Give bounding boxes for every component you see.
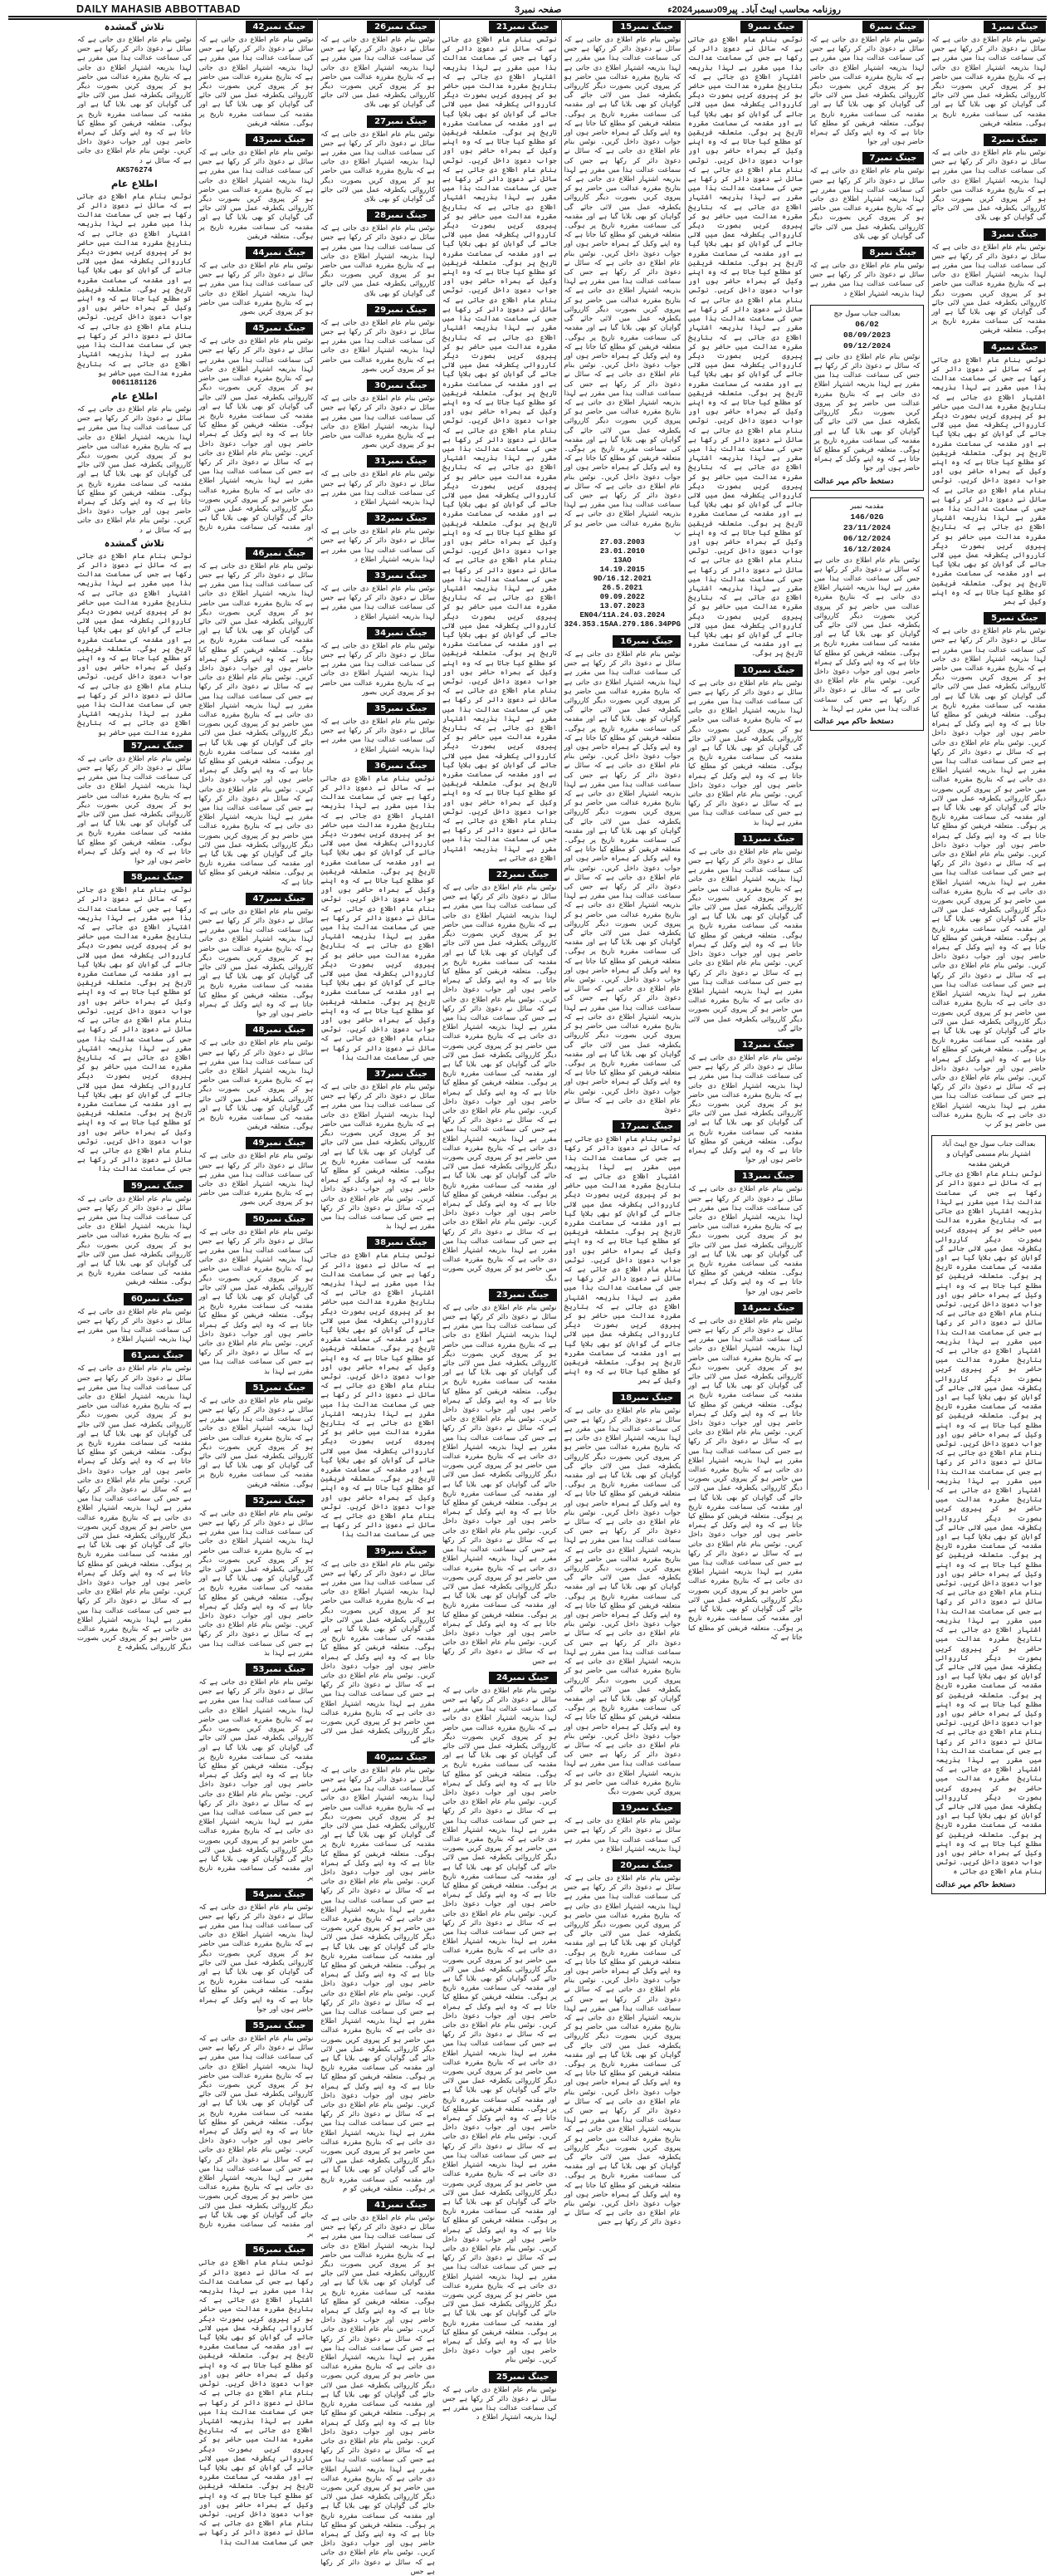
notice-number: جینگ نمبر44 [246, 247, 314, 259]
notice-number: جینگ نمبر18 [613, 1392, 681, 1404]
court-notice-body: نوٹس بنام عام اطلاع دی جاتی ہے کہ سائل نے دعویٰ دائر کر رکھا ہے جس کی سماعت عدالت ہذا میں مقرر ہے لہذا بذریعہ اشتہار اطلاع دی جاتی ہے کہ بتاریخ مقررہ عدالت میں حاضر ہو کر پیروی کریں بصورت دیگر کارروائی یکطرفہ عمل میں لائی جائے گی گواہان کو بھی بلایا گیا ہے اور مقدمہ کی سماعت مقررہ تاریخ پر ہوگی۔ متعلقہ فریقین کو مطلع کیا جاتا ہے کہ وہ اپنے وکیل کے ہمراہ حاضر ہوں اور جواب دعویٰ داخل کریں۔ نوٹس بنام عام اطلاع دی جاتی ہے کہ سائل نے دعویٰ دائر کر رکھا ہے جس کی سماعت عدالت ہذا میں مقرر ہے لہذا بذ [813, 555, 921, 713]
notice-code: 9D/16.12.2021 [593, 574, 652, 583]
notice-body: نوٹس بنام عام اطلاع دی جاتی ہے کہ سائل نے دعویٰ دائر کر رکھا ہے جس کی سماعت عدالت ہذا میں مقرر ہے لہذا بذریعہ اشتہار اطلاع دی جاتی ہے کہ بتاریخ مقررہ عدالت میں حاضر ہو کر پیروی کریں بصورت دیگر کارروائی یکطرفہ عمل میں لائی جائے گی گواہان کو بھی بلایا گیا ہے اور مقدمہ کی سماعت مقررہ تاریخ پر ہوگی۔ متعلقہ فریقین کو مطلع کیا جاتا ہے کہ وہ اپنے وکیل کے ہمراہ حاضر ہوں اور جواب دعویٰ داخل کریں۔ نوٹس بنام عام اطلاع دی جاتی ہے کہ سائل نے دعویٰ دائر کر رکھا ہے جس کی سماعت عدالت ہذا میں مقرر ہے لہذا بذریعہ اشتہار اطلاع دی جاتی ہے کہ بتاریخ مقررہ عدالت میں حاضر ہو کر پیروی کریں بصورت دیگر کارروائی یکطرفہ عمل میں لائی جائے گی گواہان کو بھی بلایا گیا ہے اور مقدمہ کی سماعت مقررہ تاریخ پر ہوگی۔ متعلقہ فریقین کو مطلع کیا جاتا ہے کہ وہ اپنے وکیل کے ہمراہ حاضر ہوں اور جواب دعویٰ داخل کریں۔ نوٹس بنام عام اطلاع دی جاتی ہے کہ سائل نے دعویٰ دائر کر رکھا ہے جس کی سماعت عدالت ہذا میں مقرر ہے لہذا بذریعہ اشتہار اطلاع دی جاتی ہے کہ بتاریخ مقررہ عدالت میں حاضر ہو کر پیروی کریں بصورت دیگر کارروائی یکطرفہ عمل میں لائی جائے گی گواہان کو بھی بلایا گیا ہے اور مقدمہ کی سماعت مقررہ تاریخ پر ہوگی۔ متعلقہ فریقین کو مطلع کیا جاتا ہے کہ وہ اپنے وکیل کے ہمراہ حاضر ہوں اور جواب دعویٰ داخل کریں۔ نوٹس بنام عام اطلاع دی جاتی ہے کہ سائل نے دعویٰ دائر کر رکھا ہے جس کی سماعت عدالت ہذا میں مقرر ہے لہذا بذریعہ اشتہار اطلاع دی جاتی ہے کہ بتاریخ مقررہ عدالت میں حاضر ہو کر پیروی کریں بصورت دیگر کارروائی یکطرفہ عمل میں لائی جائے گی گواہان کو بھی بلایا گیا ہے اور مقدمہ کی سماعت مقررہ تاریخ پر ہوگی۔ متعلقہ فریقین کو مطلع کیا جاتا ہے کہ وہ اپنے وکیل کے ہمراہ حاضر ہوں اور جواب دعویٰ داخل کریں۔ نوٹس بنام عام اطلاع دی جاتی ہے کہ سائل نے دعویٰ دائر کر رکھا ہے جس کی سماعت عدالت ہذا میں مقرر ہے لہذا بذریعہ اشتہار اطلاع دی جاتی ہے کہ بتاریخ مقررہ عدالت میں حاضر ہو کر پیروی کریں بصورت دیگر کارروائی یکطرفہ عمل میں لائی جائے گی گواہان کو بھی بلایا گیا ہے اور مقدمہ کی سماعت مقررہ تاریخ پر ہوگی۔ متعلقہ فریقین کو مطلع کیا جاتا ہے کہ وہ اپنے وکیل کے ہمراہ حاضر ہوں اور جواب دعویٰ داخل کریں۔ نوٹس بنام عام اطلاع دی جاتی ہے کہ سائل نے دعویٰ دائر کر رکھا ہے جس کی سماعت عدالت ہذا میں مقرر ہے لہذا بذریعہ اشتہار اطلاع دی جاتی ہے کہ بتاریخ مقررہ عدالت میں حاضر ہو کر پیروی کریں بصورت دیگر کارروائی یکطرفہ عمل میں لائی جائے گی گواہان کو بھی بلایا گیا ہے اور مقدمہ کی سماعت مقررہ تاریخ پر ہوگی۔ متعلقہ فریقین کو مطلع کیا جاتا ہے کہ وہ اپنے وکیل کے ہمراہ حاضر ہوں اور جواب دعویٰ داخل کریں۔ نوٹس بنام [442, 1685, 557, 2364]
notice-number: جینگ نمبر24 [489, 1672, 557, 1684]
notice [77, 1290, 192, 1344]
notice-tag [442, 21, 557, 33]
notice-tag [320, 1068, 435, 1080]
notice-body: نوٹس بنام عام اطلاع دی جاتی ہے کہ سائل نے دعویٰ دائر کر رکھا ہے جس کی سماعت عدالت ہذا میں مقرر ہے لہذا بذریعہ اشتہار اطلاع دی جاتی ہے کہ بتاریخ مقررہ عدالت میں حاضر ہو کر پیروی کریں بصورت دیگر کارروائی یکطرفہ عمل میں لائی جائے گی گواہان کو بھی بلایا گیا ہے اور مقدمہ کی سماعت مقررہ تاریخ پر ہوگی۔ متعلقہ فریقین کو مطلع کیا جاتا ہے کہ وہ اپنے وکیل کے ہمراہ حاضر ہوں اور جواب دعویٰ داخل کریں۔ نوٹس بنام عام اطلاع دی جاتی ہے کہ سائل نے دعویٰ دائر کر رکھا ہے جس کی سماعت عدالت ہذا میں مقرر ہے لہذا بذریعہ اشتہار اطلاع دی جاتی ہے کہ بتاریخ مقررہ عدالت میں حاضر ہو کر پیروی کریں بصورت دیگر کارروائی یکطرفہ عمل میں لائی جائے گی گواہان کو بھی بلایا گیا ہے اور مقدمہ کی سماعت مقررہ تاریخ پر ہوگی۔ متعلقہ فریقین کو مطلع کیا جاتا ہے کہ وہ اپنے وکیل کے ہمراہ حاضر ہوں اور جواب دعویٰ داخل کریں۔ نوٹس بنام عام اطلاع دی جاتی ہے کہ سائل نے دعویٰ دائر کر رکھا ہے جس کی سماعت عدالت ہذا میں مقرر ہے لہذا بذریعہ اشتہار اطلاع دی جاتی ہے کہ بتاریخ مقررہ عدالت میں حاضر ہو کر پیروی کریں بصورت دیگر کارروائی یکطرفہ عمل میں لائی جائے گی گواہان کو بھی بلایا گیا ہے اور مقدمہ کی سماعت مقررہ تاریخ پر ہوگی۔ متعلقہ فریقین کو مطلع کیا جاتا ہے کہ وہ اپنے وکیل کے ہمراہ حاضر ہوں اور جواب دعویٰ داخل کریں۔ نوٹس بنام عام اطلاع دی جاتی ہے کہ سائل نے دعویٰ دائر کر رکھا ہے جس کی سماعت عدالت ہذا میں مقرر ہے لہذا بذریعہ اشتہار اطلاع دی جاتی ہے کہ بتاریخ مقررہ عدالت میں حاضر ہو کر پیروی کریں بصورت دیگر کارروائی یکطرفہ عمل میں لائی جائے گی گواہان کو بھی بلایا گیا ہے اور مقدمہ کی سماعت مقررہ تاریخ پر ہوگی۔ متعلقہ فریقین کو مطلع کیا جاتا ہے کہ وہ اپنے وکیل کے ہمراہ حاضر ہوں اور جواب دعویٰ داخل کریں۔ نوٹس بنام عام اطلاع دی جاتی ہے کہ سائل نے دعویٰ [564, 649, 681, 1114]
notice-number: جینگ نمبر29 [367, 304, 435, 316]
notice-body: نوٹس بنام عام اطلاع دی جاتی ہے کہ سائل نے دعویٰ دائر کر رکھا ہے جس کی سماعت عدالت ہذا میں مقرر ہے لہذا بذریعہ اشتہار اطلاع دی جاتی ہے کہ بتاریخ مقررہ عدالت میں حاضر ہو کر پیروی کریں بصور [198, 1151, 314, 1207]
notice-tag [320, 703, 435, 715]
notice-tag [199, 1137, 314, 1149]
notice-number: جینگ نمبر59 [124, 1180, 192, 1193]
court-notice-box [810, 497, 925, 731]
court-date: 08/09/2023 [843, 330, 891, 340]
notice-tag [199, 247, 314, 259]
notice-tag [199, 2020, 314, 2032]
column [807, 18, 927, 1490]
court-notice-title: مقدمہ نمبر [850, 502, 884, 511]
notice [199, 320, 314, 541]
notice-number: جینگ نمبر39 [367, 1545, 435, 1558]
notice-number: جینگ نمبر22 [489, 869, 557, 881]
notice-number: جینگ نمبر9 [740, 21, 803, 33]
notice [199, 1134, 314, 1207]
notice-body: نوٹس بنام عام اطلاع دی جاتی ہے کہ سائل نے دعویٰ دائر کر رکھا ہے جس کی سماعت عدالت ہذا میں مقرر ہے لہذا بذریعہ اشتہار اطلاع دی جاتی ہے کہ بتاریخ مقررہ عدالت میں حاضر ہو کر پیروی کریں بصورت دیگر کارروائی یکطرفہ عمل میں لائی جائے گی گواہان کو بھی بلای [320, 129, 435, 203]
notice [931, 610, 1046, 1129]
notice-tag [320, 760, 435, 772]
notice [688, 1300, 803, 1642]
notice-number: جینگ نمبر40 [367, 1751, 435, 1764]
notice-body: نوٹس بنام عام اطلاع دی جاتی ہے کہ سائل نے دعویٰ دائر کر رکھا ہے جس کی سماعت عدالت ہذا میں مقرر ہے لہذا بذریعہ اشتہار اطلاع دی جاتی ہے کہ بتاریخ مقررہ عدالت میں حاضر ہو کر پیروی کریں بصورت دیگر کارروائی یکطرفہ عمل میں لائی جائے گی گواہان کو بھی بلایا گیا ہے اور مقدمہ کی سماعت مقررہ تاریخ پر ہوگی۔ متعلقہ فریقین [198, 35, 314, 127]
notice [931, 18, 1046, 128]
notice-tag [564, 635, 681, 648]
notice-body: نوٹس بنام عام اطلاع دی جاتی ہے کہ سائل نے دعویٰ دائر کر رکھا ہے جس کی سماعت عدالت ہذا میں مقرر ہے لہذا بذریعہ اشتہار اطلاع دی جاتی ہے کہ بتاریخ مقررہ عدالت میں حاضر ہو کر پیروی کریں بصورت دیگر کارروائی یکطرفہ عمل میں لائی جائے گی گواہان کو بھی بلایا گیا ہے اور مقدمہ کی سماعت مقررہ تاریخ پر ہوگی۔ متعلقہ فریقین کو مطلع کیا جاتا ہے کہ وہ اپنے وکیل کے ہمراہ حاضر ہوں اور جواب دعویٰ داخل کریں۔ نوٹس بنام عام اطلاع دی جاتی ہے کہ سائل نے دعویٰ دائر کر رکھا ہے جس کی سماعت عدالت ہذا میں مقرر ہے لہذا بذریعہ اشتہار اطلاع دی جاتی ہے کہ بتاریخ مقررہ عدالت میں حاضر ہو کر پیروی کریں بصورت دیگر کارروائی یکطرفہ عمل میں لائی جائے گی گواہان کو بھی بلایا گیا ہے اور مقدمہ کی سماعت مقررہ تاریخ پر ہوگی۔ متعلقہ فریقین کو مطلع کیا جاتا ہے کہ وہ اپنے وکیل کے ہمراہ حاضر ہوں اور جواب دعویٰ داخل کریں۔ نوٹس بنام عام اطلاع دی جاتی ہے کہ سائل نے دعویٰ دائر کر رکھا ہے جس کی سماعت عدالت ہذا میں مقرر ہے لہذا بذریعہ اشتہار اطلاع دی جاتی ہے کہ بتاریخ مقررہ عدالت میں حاضر ہو کر پیروی کریں بصورت دیگر کارروائی یکطرفہ عمل میں لائی جائے گی گواہان کو بھی بلایا گیا ہے اور مقدمہ کی سماعت مقررہ تاریخ پر ہوگی۔ متعلقہ فریقین کو مطلع کیا جاتا ہے کہ وہ اپنے وکیل کے ہمراہ حاضر ہوں اور جواب دعویٰ داخل کریں۔ نوٹس بنام عام اطلاع دی جاتی ہے کہ سائل نے دعویٰ دائر کر رکھا ہے جس [320, 2213, 435, 2575]
notice-tag [931, 228, 1046, 241]
notice-body: نوٹس بنام عام اطلاع دی جاتی ہے کہ سائل نے دعویٰ دائر کر رکھا ہے جس کی سماعت عدالت ہذا میں مقرر ہے لہذا بذریعہ اشتہار اطلاع دی جاتی ہے کہ بتاریخ مقررہ عدالت میں حاضر ہو کر پیروی کریں بصورت دیگر کارروائی یکطرفہ عمل میں لائی جائے گی گواہان کو بھی بلایا گیا ہے اور مقدمہ کی سماعت مقررہ تاریخ پر ہوگی۔ متعلقہ فریقین کو مطلع کیا جاتا ہے کہ وہ اپنے وکیل کے ہمراہ حاضر ہوں اور جواب دعویٰ داخل کریں۔ نوٹس بنام عام اطلاع دی جاتی ہے کہ سائل نے دعویٰ دائر کر رکھا ہے جس کی سماعت عدالت ہذا میں مقرر ہے لہذا بذریعہ اشتہار اطلاع دی جاتی ہے کہ بتاریخ مقررہ عدالت میں حاضر ہو کر پیروی کریں بصورت دیگر کارروائی یکطرفہ عمل میں لائی جائے گی گواہان کو بھی بلایا گیا ہے اور مقدمہ کی سماعت مقررہ تاریخ پر ہوگی۔ متعلقہ فریقین کو مطلع کیا جاتا ہے کہ وہ اپنے وکیل کے ہمراہ حاضر ہوں اور جواب دعویٰ داخل کریں۔ نوٹس بنام عام اطلاع دی جاتی ہے کہ سائل نے دعویٰ دائر کر رکھا ہے جس کی سماعت عدالت ہذا میں مقرر ہے لہذا بذریعہ اشتہار اطلاع دی جاتی ہے کہ بتاریخ مقررہ عدالت میں حاضر ہو کر پیروی کریں بصورت دیگر کارروائی یکطرفہ عمل میں لائی جائے گی گواہان کو بھی بلایا گیا ہے اور مقدمہ کی سماعت مقررہ تاریخ پر ہوگی۔ متعلقہ فریقین کو مطلع کیا جاتا ہے کہ وہ اپنے وکیل کے ہمراہ حاضر ہوں اور جواب دعویٰ داخل کریں۔ نوٹس بنام عام اطلاع دی جاتی ہے کہ سائل نے دعویٰ دائر کر رکھا ہے جس [442, 1302, 557, 1665]
notice-body: نوٹس بنام عام اطلاع دی جاتی ہے کہ سائل نے دعویٰ دائر کر رکھا ہے جس کی سماعت عدالت ہذا میں مقرر ہے لہذا بذریعہ اشتہار اطلاع دی جاتی ہے کہ بتاریخ مقررہ عدالت میں حاضر ہو کر پیروی کریں بصورت دیگر کارروائی یکطرفہ عمل میں لائی جائے گی گواہان کو بھی بلایا گیا ہے اور مقدمہ کی سماعت مقررہ تاریخ پر ہوگی۔ متعلقہ فریقین کو مطلع کیا جاتا ہے کہ وہ اپنے وکیل کے ہمراہ حاضر ہوں اور جوا [688, 1184, 803, 1295]
notice-code: 09.09.2022 [599, 592, 645, 601]
notice-tag [320, 2199, 435, 2211]
court-date: 06/02 [855, 319, 879, 329]
notice [320, 510, 435, 564]
paper-name: DAILY MAHASIB ABBOTTABAD [76, 3, 241, 15]
notice [442, 866, 557, 1283]
notice-body: نوٹس بنام عام اطلاع دی جاتی ہے کہ سائل نے دعویٰ دائر کر رکھا ہے جس کی سماعت عدالت ہذا میں مقرر ہے لہذا بذریعہ اشتہار اطلاع دی جاتی ہے کہ بتاریخ مقررہ عدالت میں حاضر ہو کر پیروی کریں بصورت دیگر کارروائی یکطرفہ عمل میں لائی جائے گی گواہان کو بھی بلایا گیا ہے اور مقدمہ کی سماعت مقررہ تاریخ پر ہوگی۔ متعلقہ فریقین کو مطلع کیا جاتا ہے کہ وہ اپنے وکیل کے ہمراہ حاضر ہوں اور جواب دعویٰ داخل کریں۔ نوٹس بنام عام اطلاع دی جاتی ہے کہ سائل نے دعویٰ دائر کر رکھا ہے جس کی سماعت عدالت ہذا میں مقرر ہے لہذا بذریعہ اشتہار اطلاع دی جاتی ہے کہ بتاریخ مقررہ عدالت میں حاضر ہو کر پیروی کریں بصورت دیگر کارروائی یکطرفہ عمل میں لائی جائے گی گواہان کو بھی بلایا گیا ہے اور مقدمہ کی سماعت مقررہ تاریخ پر ہوگی۔ متعلقہ فریقین کو مطلع کیا جاتا ہے کہ وہ اپنے وکیل کے ہمر [564, 1134, 681, 1385]
notice-code: 13.07.2023 [599, 601, 645, 610]
notice [320, 567, 435, 621]
notice [199, 1379, 314, 1489]
notice-tag [77, 1349, 192, 1362]
notice-tag [199, 322, 314, 335]
notice-tag [688, 1039, 803, 1051]
notice-number: جینگ نمبر61 [124, 1349, 192, 1362]
notice [77, 1178, 192, 1287]
notice-code: 0061181126 [111, 378, 157, 387]
notice-body: نوٹس بنام عام اطلاع دی جاتی ہے کہ سائل نے دعویٰ دائر کر رکھا ہے جس کی سماعت عدالت ہذا میں مقرر ہے لہذا بذریعہ اشتہار اطلاع دی جاتی ہے کہ بتاریخ مقررہ عدالت میں حاضر ہو کر پیروی کریں بصورت دیگر کارروائی یکطرفہ عمل میں لائی جائے گی گواہان کو بھی بلایا گیا ہے اور مقدمہ کی سماعت مقررہ تاریخ پر ہوگی۔ متعلقہ فریقین کو مطلع کیا جاتا ہے کہ وہ اپنے وکیل کے ہمراہ حاضر ہوں اور جواب دعویٰ داخل کریں۔ نوٹس بنام عام اطلاع دی جاتی ہے کہ سائل نے د [76, 404, 192, 534]
column [685, 18, 805, 1641]
notice-body: نوٹس بنام عام اطلاع دی جاتی ہے کہ سائل نے دعویٰ دائر کر رکھا ہے جس کی سماعت عدالت ہذا میں مقرر ہے لہذا بذریعہ اشتہار اطلاع دی جاتی ہے کہ بتاریخ مقررہ عدالت میں حاضر ہو کر پیروی کریں بصورت دیگر کارروائی یکطرفہ عمل میں لائی جائے گی گواہان کو بھی بلایا گیا ہے اور مقدمہ کی سماعت مقررہ تاریخ پر ہوگی۔ متعلقہ فریقین کو مطلع کیا جاتا ہے کہ وہ اپنے وکیل کے ہمراہ حاضر ہوں اور جوا [76, 753, 192, 865]
notice-body: نوٹس بنام عام اطلاع دی جاتی ہے کہ سائل نے دعویٰ دائر کر رکھا ہے جس کی سماعت عدالت ہذا میں مقرر ہے لہذا بذریعہ اشتہار اطلاع دی جاتی ہے کہ بتاریخ مقررہ عدالت میں حاضر ہو کر پیروی کریں بصورت دیگر کارروائی یکطرفہ عمل میں لائی جائے گی گواہان کو بھی بلای [931, 148, 1046, 222]
notice [199, 890, 314, 1018]
notice-number: جینگ نمبر50 [246, 1213, 314, 1226]
court-notice-body: نوٹس بنام عام اطلاع دی جاتی ہے کہ سائل نے دعویٰ دائر کر رکھا ہے جس کی سماعت عدالت ہذا میں مقرر ہے لہذا بذریعہ اشتہار اطلاع دی جاتی ہے کہ بتاریخ مقررہ عدالت میں حاضر ہو کر پیروی کریں بصورت دیگر کارروائی یکطرفہ عمل میں لائی جائے گی گواہان کو بھی بلایا گیا ہے اور مقدمہ کی سماعت مقررہ تاریخ پر ہوگی۔ متعلقہ فریقین کو مطلع کیا جاتا ہے کہ وہ اپنے وکیل کے ہمراہ حاضر ہوں اور جوا [813, 351, 921, 473]
notice-number: جینگ نمبر43 [246, 134, 314, 146]
notice-body: نوٹس بنام عام اطلاع دی جاتی ہے کہ سائل نے دعویٰ دائر کر رکھا ہے جس کی سماعت عدالت ہذا میں مقرر ہے لہذا بذریعہ اشتہار اطلاع دی جاتی ہے کہ بتاریخ مقررہ عدالت میں حاضر ہو کر پیروی کریں بصورت دیگر کارروائی یکطرفہ عمل میں لائی جائے گی گواہان کو بھی بلای [320, 35, 435, 109]
notice-number: جینگ نمبر12 [735, 1039, 803, 1051]
notice-number: جینگ نمبر27 [367, 115, 435, 128]
court-notice-title: بعدالت جناب سول جج ایبٹ آباد اشتہار بنام مسمی گواہان و فریقین مقدمہ [941, 1140, 1036, 1169]
court-signature: دستخط حاکم مہر عدالت [813, 717, 894, 726]
notice-number: جینگ نمبر17 [613, 1120, 681, 1133]
court-date: 16/12/2024 [843, 544, 891, 554]
notice-tag [199, 1024, 314, 1036]
notice-body: نوٹس بنام عام اطلاع دی جاتی ہے کہ سائل نے دعویٰ دائر کر رکھا ہے جس کی سماعت عدالت ہذا میں مقرر ہے لہذا بذریعہ اشتہار اطلاع دی جاتی ہے کہ بتاریخ مقررہ عدالت میں حاضر ہو کر پیروی کریں بصورت دیگر کارروائی یکطرفہ عمل میں لائی جائے گی گواہان کو بھی بلایا گیا ہے اور مقدمہ کی سماعت مقررہ تاریخ پر ہوگی۔ متعلقہ فریقین کو مطلع کیا جاتا ہے کہ وہ اپنے وکیل کے ہمراہ حاضر ہوں اور جواب دعویٰ داخل کریں۔ نوٹس بنام عام اطلاع دی جاتی ہے کہ سائل نے دعویٰ دائر کر رکھا ہے جس کی سماعت عدالت ہذا میں مقرر ہے لہذا بذ [198, 1227, 314, 1375]
notice-body: نوٹس بنام عام اطلاع دی جاتی ہے کہ سائل نے دعویٰ دائر کر رکھا ہے جس کی سماعت عدالت ہذا میں مقرر ہے لہذا بذریعہ اشتہار اطلاع دی جاتی ہے کہ بتاریخ مقررہ عدالت میں حاضر ہو کر پیروی کریں بصورت دیگر کارروائی یکطرفہ عمل میں لائی جائے گی گواہان کو بھی بلایا گیا ہے اور مقدمہ کی سماعت مقررہ تاریخ پر ہوگی۔ متعلقہ فریقین کو مطلع کیا جاتا ہے کہ وہ اپنے وکیل کے ہمراہ حاضر ہوں اور جواب دعویٰ داخل کریں۔ نوٹس بنام عام اطلاع دی جاتی ہے کہ سائل نے دعویٰ دائر کر رکھا ہے جس کی سماعت عدالت ہذا میں مقرر ہے لہذا بذریعہ اشتہار اطلاع دی جاتی ہے کہ بتاریخ مقررہ عدالت میں حاضر ہو کر پیروی کریں بصورت دیگر کارروائی یکطرفہ عمل میں لائی جائے گی گواہان کو بھی بلایا گیا ہے اور مقدمہ کی سماعت مقررہ تاریخ پر ہوگی۔ متعلقہ فریقین کو مطلع کیا جاتا ہے کہ وہ اپنے وکیل کے ہمراہ حاضر ہوں اور جواب دعویٰ داخل کریں۔ نوٹس بنام عام اطلاع دی جاتی ہے کہ سائل نے دعویٰ دائر کر رکھا ہے جس کی سماعت عدالت ہذا میں مقرر ہے لہذا بذریعہ اشتہار اطلاع دی جاتی ہے کہ بتاریخ مقررہ عدالت میں حاضر ہو کر پیروی کریں بصورت دیگر کارروائی یکطرفہ ع [76, 1364, 192, 1652]
notice-number: جینگ نمبر31 [367, 455, 435, 468]
notice-body: نوٹس بنام عام اطلاع دی جاتی ہے کہ سائل نے دعویٰ دائر کر رکھا ہے جس کی سماعت عدالت ہذا میں مقرر ہے لہذا بذریعہ اشتہار اطلاع د [809, 261, 925, 297]
notice-number: جینگ نمبر14 [735, 1302, 803, 1315]
notice-number: جینگ نمبر23 [489, 1289, 557, 1301]
notice-body: نوٹس بنام عام اطلاع دی جاتی ہے کہ سائل نے دعویٰ دائر کر رکھا ہے جس کی سماعت عدالت ہذا میں مقرر ہے لہذا بذریعہ اشتہار اطلاع دی جاتی ہے کہ بتاریخ مقررہ عدالت میں حاضر ہو کر پیروی کریں بصورت دیگر کارروائی یکطرفہ عمل میں لائی جائے گی گواہان کو بھی بلایا گیا ہے اور مقدمہ کی سماعت مقررہ تاریخ پر ہوگی۔ متعلقہ فریقین کو مطلع کیا جاتا ہے کہ وہ اپنے وکیل کے ہمراہ حاضر ہوں اور جواب دعویٰ داخل کریں۔ نوٹس بنام عام اطلاع دی جاتی ہے کہ سائل نے دعویٰ دائر کر رکھا ہے جس کی سماعت عدالت ہذا میں مقرر ہے لہذا بذریعہ اشتہار اطلاع دی جاتی ہے کہ بتاریخ مقررہ عدالت میں حاضر ہو کر پیروی کریں بصورت دیگر کارروائی یکطرفہ عمل میں لائی جائے گی گواہان کو بھی بلایا گیا ہے اور مقدمہ کی سماعت مقررہ تاریخ پر ہوگی۔ متعلقہ فریقین کو مطلع کیا جاتا ہے کہ وہ اپنے وکیل کے ہمراہ حاضر ہوں اور جواب دعویٰ داخل کریں۔ نوٹس بنام عام اطلاع دی جاتی ہے کہ سائل نے دعویٰ دائر کر رکھا ہے جس کی سماعت عدالت ہذا میں مقرر ہے لہذا بذریعہ اشتہار اطلاع دی جاتی ہے کہ بتاریخ مقررہ عدالت میں حاضر ہو کر پیروی کریں بصورت دیگر کارروائی یکطرفہ عمل میں لائی جائے گی گواہان کو بھی بلایا گیا ہے اور مقدمہ کی سماعت مقررہ تاریخ پر ہوگی۔ متعلقہ فریقین کو مطلع کیا جاتا ہے کہ وہ اپنے وکیل کے ہمراہ حاضر ہوں اور جواب دعویٰ داخل کریں۔ نوٹس بنام عام اطلاع دی جاتی ہے کہ سائل نے دعویٰ دائر کر رکھا ہے جس کی سماعت عدالت ہذا میں مقرر ہے لہذا بذریعہ اشتہار اطلاع دی جاتی ہے کہ بتاریخ مقررہ عدالت میں حاضر ہو کر پیروی کریں بصورت دیگ [564, 1405, 681, 1795]
notice-tag [320, 380, 435, 392]
notice-tag [564, 1120, 681, 1133]
notice-tag [320, 304, 435, 316]
notice-number: جینگ نمبر49 [246, 1137, 314, 1149]
notice-body: نوٹس بنام عام اطلاع دی جاتی ہے کہ سائل نے دعویٰ دائر کر رکھا ہے جس کی سماعت عدالت ہذا میں مقرر ہے لہذا بذریعہ اشتہار اطلاع دی جاتی ہے کہ بتاریخ مقررہ عدالت میں حاضر ہو کر پیروی کریں بصورت دیگر کارروائی یکطرفہ عمل میں لائی جائے گی گواہان کو بھی بلایا گیا ہے اور مقدمہ کی سماعت مقررہ تاریخ پر ہوگی۔ متعلقہ فریقین کو مطلع کیا جاتا ہے کہ وہ اپنے وکیل کے ہمراہ حاضر ہوں اور جواب دعویٰ داخل کریں۔ نوٹس بنام عام اطلاع دی جاتی ہے کہ سائل نے دعویٰ دائر کر رکھا ہے جس کی سماعت عدالت ہذا میں مقرر ہے لہذا بذریعہ اشتہار اطلاع دی جاتی ہے کہ بتاریخ مقررہ عدالت میں حاضر ہو کر پیروی کریں بصورت دیگر کارروائی یکطرفہ عمل میں لائی جائے گی گواہان کو بھی بلایا گیا ہے اور مقدمہ کی سماعت مقررہ تاریخ پر ہوگی۔ متعلقہ فریقین کو مطلع کیا جاتا ہے کہ وہ اپنے وکیل کے ہمراہ حاضر ہوں اور جواب دعویٰ داخل کریں۔ نوٹس بنام عام اطلاع دی جاتی ہے کہ سائل نے دعویٰ دائر کر رکھا ہے جس کی سماعت عدالت ہذا میں مقرر ہے لہذا بذریعہ اشتہار اطلاع دی جاتی ہے کہ بتاریخ مقررہ عدالت میں حاضر ہو کر پیروی کریں بصورت دیگر کارروائی یکطرفہ عمل میں لائی جائے گی گواہان کو بھی بلایا گیا ہے اور مقدمہ کی سماعت مقررہ تاریخ پر ہوگی۔ متعلقہ فریقین کو مطلع کیا جاتا ہے کہ وہ اپنے وکیل کے ہمراہ حاضر ہوں اور جواب دعویٰ داخل کریں۔ نوٹس بنام عام اطلاع دی جاتی ہے کہ سائل نے دعویٰ دائر کر رکھا ہے جس کی سماعت عدالت ہذا میں مقرر ہے لہذا بذریعہ اشتہار اطلاع دی جاتی ہے کہ بتاریخ مقررہ عدالت میں حاضر ہو کر پیروی کریں بصورت دیگر کارروائی یکطرفہ عمل میں لائی جائے گی گواہان کو بھی بلایا گیا ہے اور مقدمہ کی سماعت مقررہ تاریخ پر ہوگی۔ متعلقہ فریقین کو مطلع کیا جاتا ہے کہ وہ اپنے وکیل کے ہمراہ حاضر ہوں اور جواب دعویٰ داخل کریں۔ نوٹس بنام عام اطلاع دی جاتی ہے کہ سائل نے دعویٰ دائر کر رکھا ہے جس کی سماعت عدالت ہذا میں مقرر ہے لہذا بذریعہ اشتہار اطلاع دی جاتی ہے کہ بتاریخ مقررہ عدالت میں حاضر ہو کر پ [931, 626, 1046, 1128]
notice-number: جینگ نمبر10 [735, 664, 803, 677]
notice [320, 18, 435, 110]
notice-body: نوٹس بنام عام اطلاع دی جاتی ہے کہ سائل نے دعویٰ دائر کر رکھا ہے جس کی سماعت عدالت ہذا میں مقرر ہے لہذا بذریعہ اشتہار اطلاع دی جاتی ہے کہ بتاریخ مقررہ عدالت میں حاضر ہو کر پیروی کریں بصور [320, 394, 435, 449]
notice-number: جینگ نمبر51 [246, 1382, 314, 1394]
notice [320, 757, 435, 1062]
notice-body: نوٹس بنام عام اطلاع دی جاتی ہے کہ سائل نے دعویٰ دائر کر رکھا ہے جس کی سماعت عدالت ہذا میں مقرر ہے لہذا بذریعہ اشتہار اطلاع دی جاتی ہے کہ بتاریخ مقررہ عدالت میں حاضر ہو کر پیروی کریں بصورت دیگر کارروائی یکطرفہ عمل میں لائی جائے گی گواہان کو بھی بلایا گیا ہے اور مقدمہ کی سماعت مقررہ تاریخ پر ہوگی۔ متعلقہ فریقین کو مطلع کیا جاتا ہے کہ وہ اپنے وکیل کے ہمراہ حاضر ہوں اور جوا [688, 1052, 803, 1164]
notice [564, 18, 681, 629]
notice-number: جینگ نمبر15 [613, 21, 681, 33]
date-line: روزنامہ محاسب ایبٹ آباد۔ پیر09دسمبر2024ء [667, 5, 841, 15]
notice [320, 301, 435, 374]
notice-tag [688, 21, 803, 33]
notice-tag [320, 115, 435, 128]
court-signature: دستخط حاکم مہر عدالت [813, 477, 894, 486]
notice-code: 324.353.15AA.279.186.34PPG [564, 620, 681, 629]
notice-number: جینگ نمبر58 [124, 871, 192, 884]
notice-code: EN04/11A.24.03.2024 [579, 610, 666, 620]
notice-number: جینگ نمبر48 [246, 1024, 314, 1036]
notice-body: نوٹس بنام عام اطلاع دی جاتی ہے کہ سائل نے دعویٰ دائر کر رکھا ہے جس کی سماعت عدالت ہذا میں مقرر ہے لہذا بذریعہ اشتہار اطلاع دی جاتی ہے کہ بتاریخ مقررہ عدالت میں حاضر ہو کر پیروی کریں بصورت دیگر کارروائی یکطرفہ عمل میں لائی جائے گی گواہان کو بھی بلایا گیا ہے اور مقدمہ کی سماعت مقررہ تاریخ پر ہوگی۔ متعلقہ فریقین کو مطلع کیا جاتا ہے کہ وہ اپنے وکیل کے ہمراہ حاضر ہوں اور جواب دعویٰ داخل کریں۔ نوٹس بنام عام اطلاع دی جاتی ہے کہ سائل نے دعویٰ دائر کر رکھا ہے جس کی سماعت عدالت ہذا میں مقرر ہے لہذا بذریعہ اشتہار اطلاع دی جاتی ہے کہ بتاریخ مقررہ عدالت میں حاضر ہو کر پیروی کریں بصورت دیگر کارروائی یکطرفہ عمل میں لائی جائے گی گواہان کو بھی بلایا گیا ہے اور مقدمہ کی سماعت مقررہ تاریخ پر ہوگی۔ متعلقہ فریقین کو مطلع کیا جاتا ہے کہ وہ اپنے وکیل کے ہمراہ حاضر ہوں اور جواب دعویٰ داخل کریں۔ نوٹس بنام عام اطلاع دی جاتی ہے کہ سائل نے دعویٰ دائر کر رکھا ہے جس کی سماعت عدالت ہذا میں مقرر ہے لہذا بذریعہ اشتہار اطلاع دی جاتی ہے کہ بتاریخ مقررہ عدالت میں حاضر ہو کر پیروی کریں بصورت دیگر کارروائی یکطرفہ عمل میں لائی جائے گی گواہان کو بھی بلایا گیا ہے اور مقدمہ کی سماعت مقررہ تاریخ پر ہوگی۔ متعلقہ فریقین کو مطلع کیا جاتا ہے کہ وہ اپنے وکیل کے ہمراہ حاضر ہوں اور جواب دعویٰ داخل کریں۔ نوٹس بنام عام اطلاع دی جاتی ہے کہ سائل نے دعویٰ دائر کر رکھا ہے جس کی سماعت عدالت ہذا میں مقرر ہے لہذا بذریعہ اشتہار اطلاع دی جاتی ہے کہ بتاریخ مقررہ عدالت میں حاضر ہو کر پیروی کریں بصورت دیگ [442, 883, 557, 1282]
page-number: صفحہ نمبر3 [515, 5, 562, 15]
notice [564, 1118, 681, 1385]
section-heading: تلاش گمشدہ [104, 536, 164, 549]
notice-body: نوٹس بنام عام اطلاع دی جاتی ہے کہ سائل نے دعویٰ دائر کر رکھا ہے جس کی سماعت عدالت ہذا میں مقرر ہے لہذا بذریعہ اشتہار اطلاع دی جاتی ہے کہ بتاریخ مقررہ عدالت میں حاضر ہو کر پیروی کریں بصورت دیگر کارروائی یکطرفہ عمل میں لائی جائے گی گواہان کو بھی بلایا گیا ہے اور مقدمہ کی سماعت مقررہ تاریخ پر ہوگی۔ متعلقہ فریقین کو مطلع کیا جاتا ہے کہ وہ اپنے وکیل کے ہمراہ حاضر ہوں اور جواب دعویٰ داخل کریں۔ نوٹس بنام عام اطلاع دی جاتی ہے کہ سائل نے دعویٰ دائر کر رکھا ہے جس کی سماعت عدالت ہذا میں مقرر ہے لہذا بذریعہ اشتہار اطلاع دی جاتی ہے کہ بتاریخ مقررہ عدالت میں حاضر ہو کر پیروی کریں بصورت دیگر کارروائی یکطرفہ عمل میں لائی جائے گی گواہان کو بھی بلایا گیا ہے اور مقدمہ کی سماعت مقررہ تاریخ پر ہوگی۔ متعلقہ فریقین کو مطلع کیا جاتا ہے کہ وہ اپنے وکیل کے ہمراہ حاضر ہوں اور جواب دعویٰ داخل کریں۔ نوٹس بنام عام اطلاع دی جاتی ہے کہ سائل نے دعویٰ دائر کر رکھا ہے جس کی سماعت عدالت ہذا [320, 1251, 435, 1539]
notice-body: نوٹس بنام عام اطلاع دی جاتی ہے کہ سائل نے دعویٰ دائر کر رکھا ہے جس کی سماعت عدالت ہذا میں مقرر ہے لہذا بذریعہ اشتہار اطلاع دی جاتی ہے کہ بتاریخ مقررہ عدالت میں حاضر ہو کر پیروی کریں بصورت دیگر کارروائی یکطرفہ عمل میں لائی جائے گی گواہان کو بھی بلایا گیا ہے اور مقدمہ کی سماعت مقررہ تاریخ پر ہوگی۔ متعلقہ فریقین کو مطلع کیا جاتا ہے کہ وہ اپنے وکیل کے ہمراہ حاضر ہوں اور جواب دعویٰ داخل کریں۔ نوٹس بنام عام اطلاع دی جاتی ہے کہ سائل نے دعویٰ دائر کر رکھا ہے جس کی سماعت عدالت ہذا میں مقرر ہے لہذا بذ [320, 1082, 435, 1231]
notice-tag [442, 1672, 557, 1684]
notice-body: نوٹس بنام عام اطلاع دی جاتی ہے کہ سائل نے دعویٰ دائر کر رکھا ہے جس کی سماعت عدالت ہذا میں مقرر ہے لہذا بذریعہ اشتہار اطلاع دی جاتی ہے کہ بتاریخ مقررہ عدالت میں حاضر ہو کر پیروی کریں بصورت دیگر کارروائی یکطرفہ عمل میں لائی جائے گی گواہان کو بھی بلایا گیا ہے اور مقدمہ کی سماعت مقررہ تاریخ پر ہوگی۔ متعلقہ فریقین [198, 1395, 314, 1488]
notice [688, 18, 803, 659]
notice-number: جینگ نمبر42 [246, 21, 314, 33]
notice-tag [688, 833, 803, 845]
column [317, 18, 437, 2575]
column [75, 18, 194, 1652]
notice-tag [199, 2244, 314, 2256]
notice [320, 700, 435, 754]
notice-number: جینگ نمبر52 [246, 1495, 314, 1507]
notice-tag [320, 1237, 435, 1249]
notice-number: جینگ نمبر7 [862, 152, 925, 164]
notice-number: جینگ نمبر13 [735, 1170, 803, 1183]
notice-number: جینگ نمبر54 [246, 1888, 314, 1901]
notice [77, 1347, 192, 1652]
notice-number: جینگ نمبر41 [367, 2199, 435, 2211]
notice [320, 624, 435, 697]
notice [320, 453, 435, 507]
notice-tag [688, 1170, 803, 1183]
notice-number: جینگ نمبر5 [984, 612, 1046, 624]
notice-body: نوٹس بنام عام اطلاع دی جاتی ہے کہ سائل نے دعویٰ دائر کر رکھا ہے جس کی سماعت عدالت ہذا میں مقرر ہے لہذا بذریعہ اشتہار اطلاع دی جاتی ہے کہ بتاریخ مقررہ عدالت میں حاضر ہو کر پیروی کریں بصورت دیگر کارروائی یکطرفہ عمل میں لائی جائے گی گواہان کو بھی بلایا گیا ہے اور مقدمہ کی سماعت مقررہ تاریخ پر ہوگی۔ متعلقہ فریقین کو مطلع کیا جاتا ہے کہ وہ اپنے وکیل کے ہمراہ حاضر ہوں اور جواب دعویٰ داخل کریں۔ نوٹس بنام عام اطلاع دی جاتی ہے کہ سائل نے دعویٰ دائر کر رکھا ہے جس کی سماعت عدالت ہذا میں مقرر ہے لہذا بذریعہ اشتہار اطلاع دی جاتی ہے کہ بتاریخ مقررہ عدالت میں حاضر ہو [76, 551, 192, 737]
notice [77, 869, 192, 1173]
notice-tag [199, 1495, 314, 1507]
court-notice-body: نوٹس بنام عام اطلاع دی جاتی ہے کہ سائل نے دعویٰ دائر کر رکھا ہے جس کی سماعت عدالت ہذا میں مقرر ہے لہذا بذریعہ اشتہار اطلاع دی جاتی ہے کہ بتاریخ مقررہ عدالت میں حاضر ہو کر پیروی کریں بصورت دیگر کارروائی یکطرفہ عمل میں لائی جائے گی گواہان کو بھی بلایا گیا ہے اور مقدمہ کی سماعت مقررہ تاریخ پر ہوگی۔ متعلقہ فریقین کو مطلع کیا جاتا ہے کہ وہ اپنے وکیل کے ہمراہ حاضر ہوں اور جواب دعویٰ داخل کریں۔ نوٹس بنام عام اطلاع دی جاتی ہے کہ سائل نے دعویٰ دائر کر رکھا ہے جس کی سماعت عدالت ہذا میں مقرر ہے لہذا بذریعہ اشتہار اطلاع دی جاتی ہے کہ بتاریخ مقررہ عدالت میں حاضر ہو کر پیروی کریں بصورت دیگر کارروائی یکطرفہ عمل میں لائی جائے گی گواہان کو بھی بلایا گیا ہے اور مقدمہ کی سماعت مقررہ تاریخ پر ہوگی۔ متعلقہ فریقین کو مطلع کیا جاتا ہے کہ وہ اپنے وکیل کے ہمراہ حاضر ہوں اور جواب دعویٰ داخل کریں۔ نوٹس بنام عام اطلاع دی جاتی ہے کہ سائل نے دعویٰ دائر کر رکھا ہے جس کی سماعت عدالت ہذا میں مقرر ہے لہذا بذریعہ اشتہار اطلاع دی جاتی ہے کہ بتاریخ مقررہ عدالت میں حاضر ہو کر پیروی کریں بصورت دیگر کارروائی یکطرفہ عمل میں لائی جائے گی گواہان کو بھی بلایا گیا ہے اور مقدمہ کی سماعت مقررہ تاریخ پر ہوگی۔ متعلقہ فریقین کو مطلع کیا جاتا ہے کہ وہ اپنے وکیل کے ہمراہ حاضر ہوں اور جواب دعویٰ داخل کریں۔ نوٹس بنام عام اطلاع دی جاتی ہے کہ سائل نے دعویٰ دائر کر رکھا ہے جس کی سماعت عدالت ہذا میں مقرر ہے لہذا بذریعہ اشتہار اطلاع دی جاتی ہے کہ بتاریخ مقررہ عدالت میں حاضر ہو کر پیروی کریں بصورت دیگر کارروائی یکطرفہ عمل میں لائی جائے گی گواہان کو بھی بلایا گیا ہے اور مقدمہ کی سماعت مقررہ تاریخ پر ہوگی۔ متعلقہ فریقین کو مطلع کیا جاتا ہے کہ وہ اپنے وکیل کے ہمراہ حاضر ہوں اور جواب دعویٰ داخل کریں۔ نوٹس بنام عام اطلاع دی جاتی ہے کہ سائل نے دعویٰ دائر کر رکھا ہے جس کی سماعت عدالت ہذا میں مقرر ہے لہذا بذریعہ اشتہار اطلاع دی جاتی ہے کہ بتاریخ مقررہ عدالت میں حاضر ہو کر پیروی کریں بصورت دیگر کارروائی یکطرفہ عمل میں لائی جائے گی گواہان کو بھی بلایا گیا ہے اور مقدمہ کی سماعت مقررہ تاریخ پر ہوگی۔ متعلقہ فریقین کو مطلع کیا جاتا ہے کہ وہ اپنے وکیل کے ہمراہ حاضر ہوں اور جواب دعویٰ داخل کریں۔ نوٹس بنام عام اطلاع دی جاتی ہ [935, 1169, 1042, 1876]
notice [564, 633, 681, 1114]
notice [320, 113, 435, 204]
notice [688, 662, 803, 827]
notice-tag [320, 570, 435, 582]
notice-number: جینگ نمبر33 [367, 570, 435, 582]
column [561, 18, 683, 2226]
notice-number: جینگ نمبر56 [246, 2244, 314, 2256]
notice-body: نوٹس بنام عام اطلاع دی جاتی ہے کہ سائل نے دعویٰ دائر کر رکھا ہے جس کی سماعت عدالت ہذا میں مقرر ہے لہذا بذریعہ اشتہار اطلاع دی جاتی ہے کہ بتاریخ مقررہ عدالت میں حاضر ہو کر پیروی کریں بصورت دیگر کارروائی یکطرفہ عمل میں لائی جائے گی گواہان کو بھی بلایا گیا ہے اور مقدمہ کی سماعت مقررہ تاریخ پر ہوگی۔ متعلقہ فریقین کو مطلع کیا جاتا ہے کہ وہ اپنے وکیل کے ہمراہ حاضر ہوں اور جواب دعویٰ داخل کریں۔ نوٹس بنام عام اطلاع دی جاتی ہے کہ سائل نے دعویٰ دائر کر رکھا ہے جس کی سماعت عدالت ہذا میں مقرر ہے لہذا بذریعہ اشتہار اطلاع دی جاتی ہے کہ بتاریخ مقررہ عدالت میں حاضر ہو کر پیروی کریں بصورت دیگر کارروائی یکطرفہ عمل میں لائی جائے گی گواہان کو بھی بلایا گیا ہے اور مقدمہ کی سماعت مقررہ تاریخ پر ہوگی۔ متعلقہ فریقین کو مطلع کیا جاتا ہے کہ وہ اپنے وکیل کے ہمراہ حاضر ہوں اور جواب دعویٰ داخل کریں۔ نوٹس بنام عام اطلاع دی جاتی ہے کہ سائل نے دعویٰ دائر کر رکھا ہے جس کی سماعت عدالت ہذا [320, 773, 435, 1061]
notice-tag [442, 1289, 557, 1301]
notice-body: نوٹس بنام عام اطلاع دی جاتی ہے کہ سائل نے دعویٰ دائر کر رکھا ہے جس کی سماعت عدالت ہذا میں مقرر ہے لہذا بذریعہ اشتہار اطلاع دی جاتی ہے کہ بتاریخ مقررہ عدالت میں حاضر ہو کر پیروی کریں بصورت دیگر کارروائی یکطرفہ عمل میں لائی جائے گی گواہان کو بھی بلایا گیا ہے اور مقدمہ کی سماعت مقررہ تاریخ پر ہوگی۔ متعلقہ فریقین کو مطلع کیا جاتا ہے کہ وہ اپنے وکیل کے ہمراہ حاضر ہوں اور جوا [198, 906, 314, 1018]
notice-tag [77, 1180, 192, 1193]
notice-body: نوٹس بنام عام اطلاع دی جاتی ہے کہ سائل نے دعویٰ دائر کر رکھا ہے جس کی سماعت عدالت ہذا میں مقرر ہے لہذا بذریعہ اشتہار اطلاع دی جاتی ہے کہ بتاریخ مقررہ عدالت میں حاضر ہو کر پیروی کریں بصورت دیگر کارروائی یکطرفہ عمل میں لائی جائے گی گواہان کو بھی بلایا گیا ہے اور مقدمہ کی سماعت مقررہ تاریخ پر ہوگی۔ متعلقہ فریقین کو مطلع کیا جاتا ہے کہ وہ اپنے وکیل کے ہمراہ حاضر ہوں اور جواب دعویٰ داخل کریں۔ نوٹس بنام عام اطلاع دی جاتی ہے کہ سائل نے دعویٰ دائر کر رکھا ہے جس کی سماعت عدالت ہذا میں مقرر ہے لہذا بذریعہ اشتہار اطلاع دی جاتی ہے کہ بتاریخ مقررہ عدالت میں حاضر ہو کر پیروی کریں بصورت دیگر کارروائی یکطرفہ عمل میں لائی جائے گی گواہان کو بھی بلایا گیا ہے اور مقدمہ کی سماعت مقررہ تاریخ پر ہوگی۔ متعلقہ فریقین کو مطلع کیا جاتا ہے کہ وہ اپنے وکیل کے ہمراہ حاضر ہوں اور جواب دعویٰ داخل کریں۔ نوٹس بنام عام اطلاع دی جاتی ہے کہ سائل نے دعویٰ دائر کر رکھا ہے جس کی سماعت عدالت ہذا میں مقرر ہے لہذا بذریعہ اشتہار اطلاع دی جاتی ہے کہ بتاریخ مقررہ عدالت میں حاضر ہو کر پیروی کریں بصورت دیگر کارروائی یکطرفہ عمل میں لائی جائے گی گواہان کو بھی بلایا گیا ہے اور مقدمہ کی سماعت مقررہ تاریخ پر ہوگی۔ متعلقہ فریقین کو مطلع کیا جاتا ہے کہ وہ اپنے وکیل کے ہمراہ حاضر ہوں اور جواب دعویٰ داخل کریں۔ نوٹس بنام عام اطلاع دی جاتی ہے کہ سائل نے دعویٰ دائر کر رکھا ہے جس کی سماعت عدالت ہذا میں مقرر ہے لہذا بذریعہ اشتہار اطلاع دی جاتی ہے کہ بتاریخ مقررہ عدالت میں حاضر ہو کر پیروی کریں بصورت دیگر کارروائی یکطرفہ عمل میں لائی جائے گی گواہان کو بھی بلایا گیا ہے اور مقدمہ کی سماعت مقررہ تاریخ پر ہوگی۔ متعلقہ فریقین کو مطلع کیا جاتا ہے کہ وہ اپنے وکیل کے ہمراہ حاضر ہوں اور جواب دعویٰ داخل کریں۔ نوٹس بنام عام اطلاع دی جاتی ہے کہ سائل نے دعویٰ دائر کر رکھا ہے جس کی سماعت عدالت ہذا میں مقرر ہے لہذا بذریعہ اشتہار اطلاع دی جاتی ہے کہ بتاریخ مقررہ عدالت میں حاضر ہو کر پیروی کریں بصورت دیگر کارروائی یکطرفہ عمل میں لائی جائے گی گواہان کو بھی بلایا گیا ہے اور مقدمہ کی سماعت مقررہ تاریخ پر ہوگی۔ متعلقہ فریقین کو مطلع کیا جاتا ہے کہ وہ اپنے وکیل کے ہمراہ حاضر ہوں اور جواب دعویٰ داخل کریں۔ نوٹس بنام عام اطلاع دی جاتی ہے کہ سائل نے دعویٰ دائر کر رکھا ہے جس کی سماعت عدالت ہذا میں مقرر ہے لہذا بذریعہ اشتہار اطلاع دی جاتی ہے کہ بتاریخ مقررہ عدالت میں حاضر ہو کر پیروی کریں بصورت دیگر کارروائی یکطرفہ عمل میں لائی جائے گی گواہان کو بھی بلایا گیا ہے اور مقدمہ کی سماعت مقررہ تاریخ پر ہوگی۔ متعلقہ فریقین کو مطلع کیا جاتا ہے کہ وہ اپنے وکیل کے ہمراہ حاضر ہوں اور جواب دعویٰ داخل کریں۔ نوٹس بنام عام اطلاع دی جاتی ہے کہ سائل نے دعویٰ دائر کر رکھا ہے جس کی سماعت عدالت ہذا میں مقرر ہے لہذا بذریعہ اشتہار اطلاع دی جاتی ہے [442, 35, 557, 862]
notice [199, 545, 314, 887]
section-heading: تلاش گمشدہ [104, 21, 164, 32]
notice [199, 244, 314, 316]
notice [688, 1168, 803, 1295]
court-signature: دستخط حاکم مہر عدالت [935, 1880, 1016, 1889]
notice-body: نوٹس بنام عام اطلاع دی جاتی ہے کہ سائل نے دعویٰ دائر کر رکھا ہے جس کی سماعت عدالت ہذا میں مقرر ہے لہذا بذریعہ اشتہار اطلاع دی جاتی ہے کہ بتاریخ مقررہ عدالت میں حاضر ہو کر پیروی کریں بصورت دیگر کارروائی یکطرفہ عمل میں لائی جائے گی گواہان کو بھی بلای [320, 223, 435, 297]
notice-number: جینگ نمبر37 [367, 1068, 435, 1080]
notice [199, 1886, 314, 2014]
notice-tag [320, 209, 435, 222]
notice [442, 18, 557, 863]
court-notice-title: بعدالت جناب سول جج [833, 309, 901, 318]
notice-tag [564, 21, 681, 33]
notice-number: جینگ نمبر34 [367, 627, 435, 639]
notice-number: جینگ نمبر38 [367, 1237, 435, 1249]
notice-body: نوٹس بنام عام اطلاع دی جاتی ہے کہ سائل نے دعویٰ دائر کر رکھا ہے جس کی سماعت عدالت ہذا میں مقرر ہے لہذا بذریعہ اشتہار اطلاع دی جاتی ہے کہ بتاریخ مقررہ عدالت میں حاضر ہو کر پیروی کریں بصورت دیگر کارروائی یکطرفہ عمل میں لائی جائے گی گواہان کو بھی بلایا گیا ہے اور مقدمہ کی سماعت مقررہ تاریخ پر ہوگی۔ متعلقہ فریقین کو مطلع کیا جاتا ہے کہ وہ اپنے وکیل کے ہمراہ حاضر ہوں اور جواب دعویٰ داخل کریں۔ نوٹس بنام عام اطلاع دی جاتی ہے کہ سائل نے دعویٰ دائر کر رکھا ہے جس کی سماعت عدالت ہذا میں مقرر ہے لہذا بذریعہ اشتہار اطلاع دی جاتی ہے کہ بتاریخ مقررہ عدالت میں حاضر ہو کر پیروی کریں بصورت دیگر کارروائی یکطرفہ عمل میں لائی جائے گی گواہان کو بھی بلایا گیا ہے اور مقدمہ کی سماعت مقررہ تاریخ پر ہوگی۔ متعلقہ فریقین کو مطلع کیا جاتا ہے کہ وہ اپنے وکیل کے ہمر [931, 355, 1046, 605]
notice-number: جینگ نمبر6 [862, 21, 925, 33]
notice [564, 1857, 681, 2227]
notice-body: نوٹس بنام عام اطلاع دی جاتی ہے کہ سائل نے دعویٰ دائر کر رکھا ہے جس کی سماعت عدالت ہذا میں مقرر ہے لہذا بذریعہ اشتہار اطلاع دی جاتی ہے کہ بتاریخ مقررہ عدالت میں حاضر ہو کر پیروی کریں بصورت دیگر کارروائی یکطرفہ عمل میں لائی جائے گی گواہان کو بھی بلایا گیا ہے اور مقدمہ کی سماعت مقررہ تاریخ پر ہوگی۔ متعلقہ فریقین کو مطلع کیا جاتا ہے کہ وہ اپنے وکیل کے ہمراہ حاضر ہوں اور جواب دعویٰ داخل کریں۔ نوٹس بنام عام اطلاع دی جاتی ہے کہ سائل نے دعویٰ دائر کر رکھا ہے جس کی سماعت عدالت ہذا میں مقرر ہے لہذا بذریعہ اشتہار اطلاع دی جاتی ہے کہ بتاریخ مقررہ عدالت میں حاضر ہو کر پیروی کریں بصورت دیگر کارروائی یکطرفہ عمل میں لائی جائے گی گواہان کو بھی بلایا گیا ہے اور مقدمہ کی سماعت مقررہ تاریخ پر ہوگی۔ متعلقہ فریقین کو مطلع کیا جاتا ہے کہ وہ اپنے وکیل کے ہمراہ حاضر ہوں اور جواب دعویٰ داخل کریں۔ نوٹس بنام عام اطلاع دی جاتی ہے کہ سائل نے دعویٰ دائر کر رکھا ہے جس کی سماعت عدالت ہذا [76, 885, 192, 1173]
notice-number: جینگ نمبر8 [862, 247, 925, 259]
notice-body: نوٹس بنام عام اطلاع دی جاتی ہے کہ سائل نے دعویٰ دائر کر رکھا ہے جس کی سماعت عدالت ہذا میں مقرر ہے لہذا بذریعہ اشتہار اطلاع د [320, 583, 435, 620]
notice-tag [564, 1859, 681, 1872]
notice [320, 207, 435, 298]
court-date: 23/11/2024 [843, 522, 891, 532]
notice-body: نوٹس بنام عام اطلاع دی جاتی ہے کہ سائل نے دعویٰ دائر کر رکھا ہے جس کی سماعت عدالت ہذا میں مقرر ہے لہذا بذریعہ اشتہار اطلاع دی جاتی ہے کہ بتاریخ مقررہ عدالت میں حاضر ہو کر پیروی کریں بصورت دیگر کارروائی یکطرفہ عمل میں لائی جائے گی گواہان کو بھی بلایا گیا ہے اور مقدمہ کی سماعت مقررہ تاریخ پر ہوگی۔ متعلقہ فریقین [198, 148, 314, 240]
notice [564, 1389, 681, 1797]
notice [199, 18, 314, 128]
notice-body: نوٹس بنام عام اطلاع دی جاتی ہے کہ سائل نے دعویٰ دائر کر رکھا ہے جس کی سماعت عدالت ہذا میں مقرر ہے لہذا بذریعہ اشتہار اطلاع دی جاتی ہے کہ بتاریخ مقررہ عدالت میں حاضر ہو کر پیروی کریں بصور [320, 317, 435, 373]
notice-number: جینگ نمبر47 [246, 893, 314, 905]
notice-tag [442, 2371, 557, 2383]
notice-tag [564, 1392, 681, 1404]
notice-number: جینگ نمبر4 [984, 341, 1046, 354]
notice-number: جینگ نمبر30 [367, 380, 435, 392]
notice [199, 2241, 314, 2546]
notice-tag [199, 1213, 314, 1226]
notice-tag [199, 1888, 314, 1901]
notice-tag [320, 1751, 435, 1764]
notice-body: نوٹس بنام عام اطلاع دی جاتی ہے کہ سائل نے دعویٰ دائر کر رکھا ہے جس کی سماعت عدالت ہذا میں مقرر ہے لہذا بذریعہ اشتہار اطلاع د [320, 469, 435, 506]
notice [442, 1286, 557, 1666]
section-heading: اطلاع عام [110, 177, 158, 189]
notice-body: نوٹس بنام عام اطلاع دی جاتی ہے کہ سائل نے دعویٰ دائر کر رکھا ہے جس کی سماعت عدالت ہذا میں مقرر ہے لہذا بذریعہ اشتہار اطلاع دی جاتی ہے کہ بتاریخ مقررہ عدالت میں حاضر ہو کر پیروی کریں بصورت دیگر کارروائی یکطرفہ عمل میں لائی جائے گی گواہان کو بھی بلایا گیا ہے اور مقدمہ کی سماعت مقررہ تاریخ پر ہوگی۔ متعلقہ فریقین کو مطلع کیا جاتا ہے کہ وہ اپنے وکیل کے ہمراہ حاضر ہوں اور جواب دعویٰ داخل کریں۔ نوٹس بنام عام اطلاع دی جاتی ہے کہ سائل نے دعویٰ دائر کر رکھا ہے جس کی سماعت عدالت ہذا میں مقرر ہے لہذا بذریعہ اشتہار اطلاع دی جاتی ہے کہ بتاریخ مقررہ عدالت میں حاضر ہو کر پیروی کریں بصورت دیگر کارروائی یکطرفہ عمل میں لائی جائے گی گواہان کو بھی بلایا گیا ہے اور مقدمہ کی سماعت مقررہ تاریخ پر [198, 2033, 314, 2238]
notice-code: AKS76274 [116, 165, 153, 174]
court-date: 06/12/2024 [843, 533, 891, 543]
notice-number: جینگ نمبر1 [984, 21, 1046, 33]
notice-body: نوٹس بنام عام اطلاع دی جاتی ہے کہ سائل نے دعویٰ دائر کر رکھا ہے جس کی سماعت عدالت ہذا میں مقرر ہے لہذا بذریعہ اشتہار اطلاع دی جاتی ہے کہ بتاریخ مقررہ عدالت میں حاضر ہو کر پیروی کریں بصورت دیگر کارروائی یکطرفہ عمل میں لائی جائے گی گواہان کو بھی بلایا گیا ہے اور مقدمہ کی سماعت مقررہ تاریخ پر ہوگی۔ متعلقہ فریقین کو مطلع کیا جاتا ہے کہ وہ اپنے وکیل کے ہمراہ حاضر ہوں اور جواب دعویٰ داخل کریں۔ نوٹس بنام عام اطلاع دی جاتی ہے کہ سائل نے دعویٰ دائر کر رکھا ہے جس کی سماعت عدالت ہذا میں مقرر ہے لہذا بذریعہ اشتہار اطلاع دی جاتی ہے کہ بتاریخ مقررہ عدالت میں حاضر ہو کر پیروی کریں بصورت دیگر کارروائی یکطرفہ عمل میں لائی جائے گی گواہان کو بھی بلایا گیا ہے اور مقدمہ کی سماعت مقررہ تاریخ پر [198, 336, 314, 541]
notice-number: جینگ نمبر21 [489, 21, 557, 33]
notice-tag [810, 21, 925, 33]
notice-body: نوٹس بنام عام اطلاع دی جاتی ہے کہ سائل نے دعویٰ دائر کر رکھا ہے جس کی سماعت عدالت ہذا میں مقرر ہے لہذا بذریعہ اشتہار اطلاع دی جاتی ہے کہ بتاریخ مقررہ عدالت میں حاضر ہو کر پیروی کریں بصورت دیگر کارروائی یکطرفہ عمل میں لائی جائے گی گواہان کو بھی بلایا گیا ہے اور مقدمہ کی سماعت مقررہ تاریخ پر ہوگی۔ متعلقہ فریقین [198, 1038, 314, 1131]
notice-number: جینگ نمبر3 [984, 228, 1046, 241]
notice [810, 18, 925, 146]
notice [320, 377, 435, 449]
notice-body: نوٹس بنام عام اطلاع دی جاتی ہے کہ سائل نے دعویٰ دائر کر رکھا ہے جس کی سماعت عدالت ہذا میں مقرر ہے لہذا بذریعہ اشتہار اطلاع دی جاتی ہے کہ بتاریخ مقررہ عدالت میں حاضر ہو کر پیروی کریں بصورت دیگر کارروائی یکطرفہ عمل میں لائی جائے گی گواہان کو بھی بلایا گیا ہے اور مقدمہ کی سماعت مقررہ تاریخ پر ہوگی۔ متعلقہ فریقین کو مطلع کیا جاتا ہے کہ وہ اپنے وکیل کے ہمراہ حاضر ہوں اور جواب دعویٰ داخل کریں۔ نوٹس بنام عام اطلاع دی جاتی ہے کہ سائل نے دعویٰ دائر کر رکھا ہے جس کی سماعت عدالت ہذا میں مقرر ہے لہذا بذریعہ اشتہار اطلاع دی جاتی ہے کہ بتاریخ مقررہ عدالت میں حاضر ہو کر پیروی کریں بصورت دیگر کارروائی یکطرفہ عمل میں لائی جائے گی گواہان کو بھی بلایا گیا ہے اور مقدمہ کی سماعت مقررہ تاریخ پر ہوگی۔ متعلقہ فریقین کو مطلع کیا جاتا ہے کہ وہ اپنے وکیل کے ہمراہ حاضر ہوں اور جواب دعویٰ داخل کریں۔ نوٹس بنام عام اطلاع دی جاتی ہے کہ سائل نے دعویٰ دائر کر رکھا ہے جس کی سماعت عدالت ہذا میں مقرر ہے لہذا بذریعہ اشتہار اطلاع دی جاتی ہے کہ بتاریخ مقررہ عدالت میں حاضر ہو کر پیروی کریں بصورت دیگر کارروائی یکطرفہ عمل میں لائی جائے گی گواہان کو بھی بلایا گیا ہے اور مقدمہ کی سماعت مقررہ تاریخ پر ہوگی۔ متعلقہ فریقین کو مطلع کیا جاتا ہے کہ وہ اپنے وکیل کے ہمراہ حاضر ہوں اور جواب دعویٰ داخل کریں۔ نوٹس بنام عام اطلاع دی جاتی ہے کہ سائل نے دعویٰ دائر کر رکھا ہے جس [564, 1873, 681, 2226]
notice-body: نوٹس بنام عام اطلاع دی جاتی ہے کہ سائل نے دعویٰ دائر کر رکھا ہے جس کی سماعت عدالت ہذا میں مقرر ہے لہذا بذریعہ اشتہار اطلاع دی جاتی ہے کہ بتاریخ مقررہ عدالت میں حاضر ہو کر پیروی کریں بصورت دیگر کارروائی یکطرفہ عمل میں لائی جائے گی گواہان کو بھی بلایا گیا ہے اور مقدمہ کی سماعت مقررہ تاریخ پر ہوگی۔ متعلقہ فریقین کو مطلع کیا جاتا ہے کہ وہ اپنے وکیل کے ہمراہ حاضر ہوں اور جواب دعویٰ داخل کریں۔ نوٹس بنام عام اطلاع دی جاتی ہے کہ سائل نے د [76, 35, 192, 164]
notice-code: 14.19.2015 [599, 565, 645, 574]
notice-number: جینگ نمبر46 [246, 547, 314, 560]
column [439, 18, 559, 2422]
court-date: 146/02G [850, 512, 884, 522]
notice-tag [320, 455, 435, 468]
notice-number: جینگ نمبر11 [735, 833, 803, 845]
notice-body: نوٹس بنام عام اطلاع دی جاتی ہے کہ سائل نے دعویٰ دائر کر رکھا ہے جس کی سماعت عدالت ہذا میں مقرر ہے لہذا بذریعہ اشتہار اطلاع دی جاتی ہے کہ بتاریخ مقررہ عدالت میں حاضر ہو کر پیروی کریں بصورت دیگر کارروائی یکطرفہ عمل میں لائی جائے گی گواہان کو بھی بلایا گیا ہے اور مقدمہ کی سماعت مقررہ تاریخ پر ہوگی۔ متعلقہ فریقین کو مطلع کیا جاتا ہے کہ وہ اپنے وکیل کے ہمراہ حاضر ہوں اور جوا [809, 35, 925, 146]
court-notice-box [931, 1135, 1046, 1893]
notice [320, 1749, 435, 2193]
notice-tag [77, 740, 192, 752]
notice-body: نوٹس بنام عام اطلاع دی جاتی ہے کہ سائل نے دعویٰ دائر کر رکھا ہے جس کی سماعت عدالت ہذا میں مقرر ہے لہذا بذریعہ اشتہار اطلاع دی جاتی ہے کہ بتاریخ مقررہ عدالت میں حاضر ہو کر پیروی کریں بصورت دیگر کارروائی یکطرفہ عمل میں لائی جائے گی گواہان کو بھی بلایا گیا ہے اور مقدمہ کی سماعت مقررہ تاریخ پر ہوگی۔ متعلقہ فریقین کو مطلع کیا جاتا ہے کہ وہ اپنے وکیل کے ہمراہ حاضر ہوں اور جواب دعویٰ داخل کریں۔ نوٹس بنام عام اطلاع دی جاتی ہے کہ سائل نے دعویٰ دائر کر رکھا ہے جس کی سماعت عدالت ہذا میں مقرر ہے لہذا بذریعہ اشتہار اطلاع دی جاتی ہے کہ بتاریخ مقررہ عدالت میں حاضر ہو کر پیروی کریں بصورت دیگر کارروائی یکطرفہ عمل میں لائی جائے گی گواہان کو بھی بلایا گیا ہے اور مقدمہ کی سماعت مقررہ تاریخ پر ہوگی۔ متعلقہ فریقین کو مطلع کیا جاتا ہے کہ وہ اپنے وکیل کے ہمراہ حاضر ہوں اور جواب دعویٰ داخل کریں۔ نوٹس بنام عام اطلاع دی جاتی ہے کہ سائل نے دعویٰ دائر کر رکھا ہے جس کی سماعت عدالت ہذا میں مقرر ہے لہذا بذریعہ اشتہار اطلاع دی جاتی ہے کہ بتاریخ مقررہ عدالت میں حاضر ہو کر پیروی کریں بصورت دیگر کارروائی یکطرفہ عمل میں لائی جائے گی گواہان کو بھی بلایا گیا ہے اور مقدمہ کی سماعت مقررہ تاریخ پر ہوگی۔ متعلقہ فریقین کو مطلع کیا جاتا ہے کہ [198, 561, 314, 886]
notice-body: نوٹس بنام عام اطلاع دی جاتی ہے کہ سائل نے دعویٰ دائر کر رکھا ہے جس کی سماعت عدالت ہذا میں مقرر ہے لہذا بذریعہ اشتہار اطلاع دی جاتی ہے کہ بتاریخ مقررہ عدالت میں حاضر ہو کر پیروی کریں بصورت دیگر کارروائی یکطرفہ عمل میں لائی جائے گی گواہان کو بھی بلایا گیا ہے اور مقدمہ کی سماعت مقررہ تاریخ پر ہوگی۔ متعلقہ فریقین کو مطلع کیا جاتا ہے کہ وہ اپنے وکیل کے ہمراہ حاضر ہوں اور جواب دعویٰ داخل کریں۔ نوٹس بنام عام اطلاع دی جاتی ہے کہ سائل نے دعویٰ دائر کر رکھا ہے جس کی سماعت عدالت ہذا میں مقرر ہے لہذا بذریعہ اشتہار اطلاع دی جاتی ہے کہ بتاریخ مقررہ عدالت میں حاضر ہو کر پیروی کریں بصورت دیگر کارروائی یکطرفہ عمل میں لائی جائے گی گواہان کو بھی بلایا گیا ہے اور مقدمہ کی سماعت مقررہ تاریخ پر [198, 1677, 314, 1882]
section-heading: اطلاع عام [110, 389, 158, 402]
notice-tag [810, 152, 925, 164]
notice-body: نوٹس بنام عام اطلاع دی جاتی ہے کہ سائل نے دعویٰ دائر کر رکھا ہے جس کی سماعت عدالت ہذا میں مقرر ہے لہذا بذریعہ اشتہار اطلاع دی جاتی ہے کہ بتاریخ مقررہ عدالت میں حاضر ہو کر پیروی کریں بصورت دیگر کارروائی یکطرفہ عمل میں لائی جائے گی گواہان کو بھی بلایا گیا ہے اور مقدمہ کی سماعت مقررہ تاریخ پر ہوگی۔ متعلقہ فریقین کو مطلع کیا جاتا ہے کہ وہ اپنے وکیل کے ہمراہ حاضر ہوں اور جواب دعویٰ داخل کریں۔ نوٹس بنام عام اطلاع دی جاتی ہے کہ سائل نے دعویٰ دائر کر رکھا ہے جس کی سماعت عدالت ہذا میں مقرر ہے لہذا بذریعہ اشتہار اطلاع دی جاتی ہے کہ بتاریخ مقررہ عدالت میں حاضر ہو کر پیروی کریں بصورت دیگر کارروائی یکطرفہ عمل میں لائی جائے گی گواہان کو بھی بلایا گیا ہے اور مقدمہ کی سماعت مقررہ تاریخ پر ہوگی۔ متعلقہ فریقین کو مطلع کیا جاتا ہے کہ وہ اپنے وکیل کے ہمراہ حاضر ہوں اور جواب دعویٰ داخل کریں۔ نوٹس بنام عام اطلاع دی جاتی ہے کہ سائل نے دعویٰ دائر کر رکھا ہے جس کی سماعت عدالت ہذا [198, 2258, 314, 2546]
notice-number: جینگ نمبر26 [367, 21, 435, 33]
notice-tag [931, 612, 1046, 624]
notice [931, 226, 1046, 335]
notice-number: جینگ نمبر19 [613, 1802, 681, 1814]
notice [442, 1669, 557, 2365]
notice [688, 830, 803, 1033]
notice-body: نوٹس بنام عام اطلاع دی جاتی ہے کہ سائل نے دعویٰ دائر کر رکھا ہے جس کی سماعت عدالت ہذا میں مقرر ہے لہذا بذریعہ اشتہار اطلاع د [564, 1816, 681, 1853]
notice-number: جینگ نمبر32 [367, 512, 435, 525]
notice-tag [77, 1293, 192, 1305]
notice-tag [199, 21, 314, 33]
notice-body: نوٹس بنام عام اطلاع دی جاتی ہے کہ سائل نے دعویٰ دائر کر رکھا ہے جس کی سماعت عدالت ہذا میں مقرر ہے لہذا بذریعہ اشتہار اطلاع دی جاتی ہے کہ بتاریخ مقررہ عدالت میں حاضر ہو کر پیروی کریں بصورت دیگر کارروائی یکطرفہ عمل میں لائی جائے گی گواہان کو بھی بلایا گیا ہے اور مقدمہ کی سماعت مقررہ تاریخ پر ہوگی۔ متعلقہ فریقین کو مطلع کیا جاتا ہے کہ وہ اپنے وکیل کے ہمراہ حاضر ہوں اور جواب دعویٰ داخل کریں۔ نوٹس بنام عام اطلاع دی جاتی ہے کہ سائل نے دعویٰ دائر کر رکھا ہے جس کی سماعت عدالت ہذا میں مقرر ہے لہذا بذ [198, 1508, 314, 1657]
column [928, 18, 1048, 1889]
column [196, 18, 316, 2546]
notice-tag [199, 1382, 314, 1394]
notice-body: نوٹس بنام عام اطلاع دی جاتی ہے کہ سائل نے دعویٰ دائر کر رکھا ہے جس کی سماعت عدالت ہذا میں مقرر ہے لہذا بذریعہ اشتہار اطلاع دی جاتی ہے کہ بتاریخ مقررہ عدالت میں حاضر ہو کر پیروی کریں بصورت دیگر کارروائی یکطرفہ عمل میں لائی جائے گی گواہان کو بھی بلایا گیا ہے اور مقدمہ کی سماعت مقررہ تاریخ پر ہوگی۔ متعلقہ فریقین کو مطلع کیا جاتا ہے کہ وہ اپنے وکیل کے ہمراہ حاضر ہوں اور جواب دعویٰ داخل کریں۔ نوٹس بنام عام اطلاع دی جاتی ہے کہ سائل نے دعویٰ دائر کر رکھا ہے جس کی سماعت عدالت ہذا میں مقرر ہے لہذا بذریعہ اشتہار اطلاع دی جاتی ہے کہ بتاریخ مقررہ عدالت میں حاضر ہو کر پیروی کریں بصورت دیگر کارروائی یکطرفہ عمل میں لائی جائے گی [688, 846, 803, 1032]
notice-body: نوٹس بنام عام اطلاع دی جاتی ہے کہ سائل نے دعویٰ دائر کر رکھا ہے جس کی سماعت عدالت ہذا میں مقرر ہے لہذا بذریعہ اشتہار اطلاع دی جاتی ہے کہ بتاریخ مقررہ عدالت میں حاضر ہو کر پیروی کریں بصورت دیگر کارروائی یکطرفہ عمل میں لائی جائے گی گواہان کو بھی بلایا گیا ہے اور مقدمہ کی سماعت مقررہ تاریخ پر ہوگی۔ متعلقہ فریقین کو مطلع کیا جاتا ہے کہ وہ اپنے وکیل کے ہمراہ حاضر ہوں اور جواب دعویٰ داخل کریں۔ نوٹس بنام عام اطلاع دی جاتی ہے کہ سائل نے دعویٰ دائر کر رکھا ہے جس کی سماعت عدالت ہذا میں مقرر ہے لہذا بذریعہ اشتہار اطلاع دی جاتی ہے کہ بتاریخ مقررہ عدالت میں حاضر ہو کر پیروی کریں بصورت دیگر کارروائی یکطرفہ عمل میں لائی جائے گی [320, 1559, 435, 1745]
notice [564, 1800, 681, 1854]
notice-tag [931, 21, 1046, 33]
notice-body: نوٹس بنام عام اطلاع دی جاتی ہے کہ سائل نے دعویٰ دائر کر رکھا ہے جس کی سماعت عدالت ہذا میں مقرر ہے لہذا بذریعہ اشتہار اطلاع دی جاتی ہے کہ بتاریخ مقررہ عدالت میں حاضر ہو کر پیروی کریں بصور [198, 261, 314, 316]
masthead [8, 3, 1047, 17]
notice [199, 1211, 314, 1376]
notice-tag [320, 21, 435, 33]
notice-tag [564, 1802, 681, 1814]
notice-tag [320, 1545, 435, 1558]
notice [199, 131, 314, 241]
notice-body: نوٹس بنام عام اطلاع دی جاتی ہے کہ سائل نے دعویٰ دائر کر رکھا ہے جس کی سماعت عدالت ہذا میں مقرر ہے لہذا بذریعہ اشتہار اطلاع دی جاتی ہے کہ بتاریخ مقررہ عدالت میں حاضر ہو کر پیروی کریں بصورت دیگر کارروائی یکطرفہ عمل میں لائی جائے گی گواہان کو بھی بلایا گیا ہے اور مقدمہ کی سماعت مقررہ تاریخ پر ہوگی۔ متعلقہ فریقین کو مطلع کیا جاتا ہے کہ وہ اپنے وکیل کے ہمراہ حاضر ہوں اور جوا [198, 1902, 314, 2013]
notice-number: جینگ نمبر20 [613, 1859, 681, 1872]
notice-tag [199, 1663, 314, 1676]
notice [810, 149, 925, 241]
notice-body: نوٹس بنام عام اطلاع دی جاتی ہے کہ سائل نے دعویٰ دائر کر رکھا ہے جس کی سماعت عدالت ہذا میں مقرر ہے لہذا بذریعہ اشتہار اطلاع دی جاتی ہے کہ بتاریخ مقررہ عدالت میں حاضر ہو کر پیروی کریں بصورت دیگر کارروائی یکطرفہ عمل میں لائی جائے گی گواہان کو بھی بلایا گیا ہے اور مقدمہ کی سماعت مقررہ تاریخ پر ہوگی۔ متعلقہ فریقین کو مطلع کیا جاتا ہے کہ وہ اپنے وکیل کے ہمراہ حاضر ہوں اور جواب دعویٰ داخل کریں۔ نوٹس بنام عام اطلاع دی جاتی ہے کہ سائل نے دعویٰ دائر کر رکھا ہے جس کی سماعت عدالت ہذا میں مقرر ہے لہذا بذریعہ اشتہار اطلاع دی جاتی ہے کہ بتاریخ مقررہ عدالت میں حاضر ہو کر پیروی کریں بصورت دیگر کارروائی یکطرفہ عمل میں لائی جائے گی گواہان کو بھی بلایا گیا ہے اور مقدمہ کی سماعت مقررہ تاریخ پر ہوگی۔ متعلقہ فریقین کو مطلع کیا جاتا ہے کہ وہ اپنے وکیل کے ہمراہ حاضر ہوں اور جواب دعویٰ داخل کریں۔ نوٹس بنام عام اطلاع دی جاتی ہے کہ سائل نے دعویٰ دائر کر رکھا ہے جس کی سماعت عدالت ہذا میں مقرر ہے لہذا بذریعہ اشتہار اطلاع دی جاتی ہے کہ بتاریخ مقررہ عدالت میں حاضر ہو کر پیروی کریں بصورت دیگر کارروائی یکطرفہ عمل میں لائی جائے گی گواہان کو بھی بلایا گیا ہے اور مقدمہ کی سماعت مقررہ تاریخ پر ہوگی۔ متعلقہ فریقین کو مطلع کیا جاتا ہے کہ وہ اپنے وکیل کے ہمراہ حاضر ہوں اور جواب دعویٰ داخل کریں۔ نوٹس بنام عام اطلاع دی جاتی ہے کہ سائل نے دعویٰ دائر کر رکھا ہے جس کی سماعت عدالت ہذا میں مقرر ہے لہذا بذریعہ اشتہار اطلاع دی جاتی ہے کہ بتاریخ مقررہ عدالت میں حاضر ہو کر پیروی کریں بصورت دیگر کارروائی یکطرفہ عمل میں لائی جائے گی گواہان کو بھی بلایا گیا ہے اور مقدمہ کی سماعت مقررہ تاریخ پر ہوگی۔ متعلقہ فریقین کو م [320, 1765, 435, 2192]
notice-number: جینگ نمبر36 [367, 760, 435, 772]
notice-number: جینگ نمبر60 [124, 1293, 192, 1305]
notice [931, 131, 1046, 223]
notice [810, 244, 925, 298]
notice-number: جینگ نمبر57 [124, 740, 192, 752]
notice [442, 2368, 557, 2422]
notice [688, 1036, 803, 1164]
notice-number: جینگ نمبر16 [613, 635, 681, 648]
notice-tag [199, 547, 314, 560]
notice-number: جینگ نمبر28 [367, 209, 435, 222]
notice-body: نوٹس بنام عام اطلاع دی جاتی ہے کہ سائل نے دعویٰ دائر کر رکھا ہے جس کی سماعت عدالت ہذا میں مقرر ہے لہذا بذریعہ اشتہار اطلاع د [320, 716, 435, 753]
notice-number: جینگ نمبر25 [489, 2371, 557, 2383]
notice-number: جینگ نمبر45 [246, 322, 314, 335]
notice [199, 1661, 314, 1882]
notice-body: نوٹس بنام عام اطلاع دی جاتی ہے کہ سائل نے دعویٰ دائر کر رکھا ہے جس کی سماعت عدالت ہذا میں مقرر ہے لہذا بذریعہ اشتہار اطلاع دی جاتی ہے کہ بتاریخ مقررہ عدالت میں حاضر ہو کر پیروی کریں بصورت دیگر کارروائی یکطرفہ عمل میں لائی جائے گی گواہان کو بھی بلایا گیا ہے اور مقدمہ کی سماعت مقررہ تاریخ پر ہوگی۔ متعلقہ فریقین کو مطلع کیا جاتا ہے کہ وہ اپنے وکیل کے ہمراہ حاضر ہوں اور جواب دعویٰ داخل کریں۔ نوٹس بنام عام اطلاع دی جاتی ہے کہ سائل نے دعویٰ دائر کر رکھا ہے جس کی سماعت عدالت ہذا میں مقرر ہے لہذا بذریعہ اشتہار اطلاع دی جاتی ہے کہ بتاریخ مقررہ عدالت میں حاضر ہو کر پیروی کریں بصورت دیگر کارروائی یکطرفہ عمل میں لائی جائے گی گواہان کو بھی بلایا گیا ہے اور مقدمہ کی سماعت مقررہ تاریخ پر ہوگی۔ متعلقہ فریقین کو مطلع کیا جاتا ہے کہ وہ اپنے وکیل کے ہمراہ حاضر ہوں اور جواب دعویٰ داخل کریں۔ نوٹس بنام عام اطلاع دی جاتی ہے کہ سائل نے دعویٰ دائر کر رکھا ہے جس کی سماعت عدالت ہذا میں مقرر ہے لہذا بذریعہ اشتہار اطلاع دی جاتی ہے کہ بتاریخ مقررہ عدالت میں حاضر ہو کر پیروی کریں بصورت دیگر کارروائی یکطرفہ عمل میں لائی جائے گی گواہان کو بھی بلایا گیا ہے اور مقدمہ کی سماعت مقررہ تاریخ پر ہوگی۔ متعلقہ فریقین کو مطلع کیا جاتا ہے کہ [688, 1315, 803, 1641]
notice-tag [320, 512, 435, 525]
notice-body: نوٹس بنام عام اطلاع دی جاتی ہے کہ سائل نے دعویٰ دائر کر رکھا ہے جس کی سماعت عدالت ہذا میں مقرر ہے لہذا بذریعہ اشتہار اطلاع د [76, 1306, 192, 1344]
notice [931, 339, 1046, 606]
notice-tag [688, 664, 803, 677]
notice [199, 1021, 314, 1131]
notice-body: نوٹس بنام عام اطلاع دی جاتی ہے کہ سائل نے دعویٰ دائر کر رکھا ہے جس کی سماعت عدالت ہذا میں مقرر ہے لہذا بذریعہ اشتہار اطلاع دی جاتی ہے کہ بتاریخ مقررہ عدالت میں حاضر ہو کر پیروی کریں بصورت دیگر کارروائی یکطرفہ عمل میں لائی جائے گی گواہان کو بھی بلایا گیا ہے اور مقدمہ کی سماعت مقررہ تاریخ پر ہوگی۔ متعلقہ فریقین کو مطلع کیا جاتا ہے کہ وہ اپنے وکیل کے ہمراہ حاضر ہوں اور جواب دعویٰ داخل کریں۔ نوٹس بنام عام اطلاع دی جاتی ہے کہ سائل نے دعویٰ دائر کر رکھا ہے جس کی سماعت عدالت ہذا میں مقرر ہے لہذا بذ [688, 678, 803, 826]
notice [320, 1543, 435, 1746]
notice-number: جینگ نمبر53 [246, 1663, 314, 1676]
notice-tag [810, 247, 925, 259]
notice-tag [931, 341, 1046, 354]
notice-tag [442, 869, 557, 881]
notice-tag [199, 134, 314, 146]
notice [199, 2017, 314, 2238]
notice-body: نوٹس بنام عام اطلاع دی جاتی ہے کہ سائل نے دعویٰ دائر کر رکھا ہے جس کی سماعت عدالت ہذا میں مقرر ہے لہذا بذریعہ اشتہار اطلاع د [320, 526, 435, 563]
notice-body: نوٹس بنام عام اطلاع دی جاتی ہے کہ سائل نے دعویٰ دائر کر رکھا ہے جس کی سماعت عدالت ہذا میں مقرر ہے لہذا بذریعہ اشتہار اطلاع دی جاتی ہے کہ بتاریخ مقررہ عدالت میں حاضر ہو کر پیروی کریں بصورت دیگر کارروائی یکطرفہ عمل میں لائی جائے گی گواہان کو بھی بلایا گیا ہے اور مقدمہ کی سماعت مقررہ تاریخ پر ہوگی۔ متعلقہ فریقین [931, 242, 1046, 335]
notice [199, 1492, 314, 1658]
court-date: 09/12/2024 [843, 340, 891, 350]
notice-code: 26.5.2021 [602, 583, 643, 592]
notice-code: 13AO [613, 556, 632, 565]
notice [320, 1065, 435, 1231]
notice-body: نوٹس بنام عام اطلاع دی جاتی ہے کہ سائل نے دعویٰ دائر کر رکھا ہے جس کی سماعت عدالت ہذا میں مقرر ہے لہذا بذریعہ اشتہار اطلاع دی جاتی ہے کہ بتاریخ مقررہ عدالت میں حاضر ہو کر پیروی کریں بصورت دیگر کارروائی یکطرفہ عمل میں لائی جائے گی گواہان کو بھی بلایا گیا ہے اور مقدمہ کی سماعت مقررہ تاریخ پر ہوگی۔ متعلقہ فریقین کو مطلع کیا جاتا ہے کہ وہ اپنے وکیل کے ہمراہ حاضر ہوں اور جواب دعویٰ داخل کریں۔ نوٹس بنام عام اطلاع دی جاتی ہے کہ سائل نے دعویٰ دائر کر رکھا ہے جس کی سماعت عدالت ہذا میں مقرر ہے لہذا بذریعہ اشتہار اطلاع دی جاتی ہے کہ بتاریخ مقررہ عدالت میں حاضر ہو کر پیروی کریں بصورت دیگر کارروائی یکطرفہ عمل میں لائی جائے گی گواہان کو بھی بلایا گیا ہے اور مقدمہ کی سماعت مقررہ تاریخ پر ہوگی۔ متعلقہ فریقین کو مطلع کیا جاتا ہے کہ وہ اپنے وکیل کے ہمراہ حاضر ہوں اور جواب دعویٰ داخل کریں۔ نوٹس بنام عام اطلاع دی جاتی ہے کہ سائل نے دعویٰ دائر کر رکھا ہے جس کی سماعت عدالت ہذا میں مقرر ہے لہذا بذریعہ اشتہار اطلاع دی جاتی ہے کہ بتاریخ مقررہ عدالت میں حاضر ہو کر پیروی کریں بصورت دیگر کارروائی یکطرفہ عمل میں لائی جائے گی گواہان کو بھی بلایا گیا ہے اور مقدمہ کی سماعت مقررہ تاریخ پر ہوگی۔ متعلقہ فریقین کو مطلع کیا جاتا ہے کہ وہ اپنے وکیل کے ہمراہ حاضر ہوں اور جواب دعویٰ داخل کریں۔ نوٹس بنام عام اطلاع دی جاتی ہے کہ سائل نے دعویٰ دائر کر رکھا ہے جس کی سماعت عدالت ہذا میں مقرر ہے لہذا بذریعہ اشتہار اطلاع دی جاتی ہے کہ بتاریخ مقررہ عدالت میں حاضر ہو کر پیروی کریں بصورت دیگر کارروائی یکطرفہ عمل میں لائی جائے گی گواہان کو بھی بلایا گیا ہے اور مقدمہ کی سماعت مقررہ تاریخ پر ہوگی۔ متعلقہ فریقین کو مطلع کیا جاتا ہے کہ وہ اپنے وکیل کے ہمراہ حاضر ہوں اور جواب دعویٰ داخل کریں۔ نوٹس بنام عام اطلاع دی جاتی ہے کہ سائل نے دعویٰ دائر کر رکھا ہے جس کی سماعت عدالت ہذا میں مقرر ہے لہذا بذریعہ اشتہار اطلاع دی جاتی ہے کہ بتاریخ مقررہ عدالت میں حاضر ہو کر پ [564, 35, 681, 536]
notice [320, 2196, 435, 2576]
notice-tag [77, 871, 192, 884]
notice-body: نوٹس بنام عام اطلاع دی جاتی ہے کہ سائل نے دعویٰ دائر کر رکھا ہے جس کی سماعت عدالت ہذا میں مقرر ہے لہذا بذریعہ اشتہار اطلاع دی جاتی ہے کہ بتاریخ مقررہ عدالت میں حاضر ہو کر پیروی کریں بصورت دیگر کارروائی یکطرفہ عمل میں لائی جائے گی گواہان کو بھی بلایا گیا ہے اور مقدمہ کی سماعت مقررہ تاریخ پر ہوگی۔ متعلقہ فریقین کو مطلع کیا جاتا ہے کہ وہ اپنے وکیل کے ہمراہ حاضر ہوں اور جواب دعویٰ داخل کریں۔ نوٹس بنام عام اطلاع دی جاتی ہے کہ سائل نے دعویٰ دائر کر رکھا ہے جس کی سماعت عدالت ہذا میں مقرر ہے لہذا بذریعہ اشتہار اطلاع دی جاتی ہے کہ بتاریخ مقررہ عدالت میں حاضر ہو کر پیروی کریں بصورت دیگر کارروائی یکطرفہ عمل میں لائی جائے گی گواہان کو بھی بلایا گیا ہے اور مقدمہ کی سماعت مقررہ تاریخ پر ہوگی۔ متعلقہ فریقین کو مطلع کیا جاتا ہے کہ وہ اپنے وکیل کے ہمراہ حاضر ہوں اور جواب دعویٰ داخل کریں۔ نوٹس بنام عام اطلاع دی جاتی ہے کہ سائل نے دعویٰ دائر کر رکھا ہے جس کی سماعت عدالت ہذا میں مقرر ہے لہذا بذریعہ اشتہار اطلاع دی جاتی ہے کہ بتاریخ مقررہ عدالت میں حاضر ہو کر پیروی کریں بصورت دیگر کارروائی یکطرفہ عمل میں لائی جائے گی گواہان کو بھی بلایا گیا ہے اور مقدمہ کی سماعت مقررہ تاریخ پر ہوگی۔ متعلقہ فریقین کو مطلع کیا جاتا ہے کہ وہ اپنے وکیل کے ہمراہ حاضر ہوں اور جواب دعویٰ داخل کریں۔ نوٹس بنام عام اطلاع دی جاتی ہے کہ سائل نے دعویٰ دائر کر رکھا ہے جس کی سماعت عدالت ہذا میں مقرر ہے لہذا بذریعہ اشتہار اطلاع دی جاتی ہے کہ بتاریخ مقررہ عدالت میں حاضر ہو کر پیروی کریں بصورت دیگر کارروائی یکطرفہ عمل میں لائی جائے گی گواہان کو بھی بلایا گیا ہے اور مقدمہ کی سماعت مقررہ تاریخ پر ہوگی۔ متعلقہ فریقین کو مطلع کیا جاتا ہے کہ وہ اپنے وکیل کے ہمراہ حاضر ہوں اور جواب دعویٰ داخل کریں۔ نوٹس بنام عام اطلاع دی جاتی ہے کہ سائل نے دعویٰ دائر کر رکھا ہے جس کی سماعت عدالت ہذا میں مقرر ہے لہذا بذریعہ اشتہار اطلاع دی جاتی ہے کہ بتاریخ مقررہ عدالت میں حاضر ہو کر پیروی کریں بصورت دیگر کارروائی یکطرفہ عمل میں لائی جائے گی گواہان کو بھی بلایا گیا ہے اور مقدمہ کی سماعت مقررہ تاریخ پر ہوگی۔ [688, 35, 803, 658]
notice-body: نوٹس بنام عام اطلاع دی جاتی ہے کہ سائل نے دعویٰ دائر کر رکھا ہے جس کی سماعت عدالت ہذا میں مقرر ہے لہذا بذریعہ اشتہار اطلاع دی جاتی ہے کہ بتاریخ مقررہ عدالت میں حاضر ہو کر پیروی کریں بصور [320, 640, 435, 696]
notice-tag [931, 134, 1046, 146]
notice-code: 23.01.2010 [599, 546, 645, 556]
notice [77, 737, 192, 865]
notice-number: جینگ نمبر35 [367, 703, 435, 715]
notice-tag [199, 893, 314, 905]
notice [320, 1234, 435, 1539]
notice-number: جینگ نمبر55 [246, 2020, 314, 2032]
notice-code: 27.03.2003 [599, 537, 645, 546]
notice-number: جینگ نمبر2 [984, 134, 1046, 146]
notice-body: نوٹس بنام عام اطلاع دی جاتی ہے کہ سائل نے دعویٰ دائر کر رکھا ہے جس کی سماعت عدالت ہذا میں مقرر ہے لہذا بذریعہ اشتہار اطلاع دی جاتی ہے کہ بتاریخ مقررہ عدالت میں حاضر ہو کر پیروی کریں بصورت دیگر کارروائی یکطرفہ عمل میں لائی جائے گی گواہان کو بھی بلایا گیا ہے اور مقدمہ کی سماعت مقررہ تاریخ پر ہوگی۔ متعلقہ فریقین کو مطلع کیا جاتا ہے کہ وہ اپنے وکیل کے ہمراہ حاضر ہوں اور جواب دعویٰ داخل کریں۔ نوٹس بنام عام اطلاع دی جاتی ہے کہ سائل نے دعویٰ دائر کر رکھا ہے جس کی سماعت عدالت ہذا میں مقرر ہے لہذا بذریعہ اشتہار اطلاع دی جاتی ہے کہ بتاریخ مقررہ عدالت میں حاضر ہو [76, 191, 192, 377]
notice-body: نوٹس بنام عام اطلاع دی جاتی ہے کہ سائل نے دعویٰ دائر کر رکھا ہے جس کی سماعت عدالت ہذا میں مقرر ہے لہذا بذریعہ اشتہار اطلاع دی جاتی ہے کہ بتاریخ مقررہ عدالت میں حاضر ہو کر پیروی کریں بصورت دیگر کارروائی یکطرفہ عمل میں لائی جائے گی گواہان کو بھی بلای [809, 166, 925, 240]
notice-body: نوٹس بنام عام اطلاع دی جاتی ہے کہ سائل نے دعویٰ دائر کر رکھا ہے جس کی سماعت عدالت ہذا میں مقرر ہے لہذا بذریعہ اشتہار اطلاع دی جاتی ہے کہ بتاریخ مقررہ عدالت میں حاضر ہو کر پیروی کریں بصورت دیگر کارروائی یکطرفہ عمل میں لائی جائے گی گواہان کو بھی بلایا گیا ہے اور مقدمہ کی سماعت مقررہ تاریخ پر ہوگی۔ متعلقہ فریقین [931, 35, 1046, 127]
notice-tag [688, 1302, 803, 1315]
court-notice-box [810, 305, 925, 491]
notice-body: نوٹس بنام عام اطلاع دی جاتی ہے کہ سائل نے دعویٰ دائر کر رکھا ہے جس کی سماعت عدالت ہذا میں مقرر ہے لہذا بذریعہ اشتہار اطلاع د [442, 2384, 557, 2422]
notice-tag [320, 627, 435, 639]
notice-body: نوٹس بنام عام اطلاع دی جاتی ہے کہ سائل نے دعویٰ دائر کر رکھا ہے جس کی سماعت عدالت ہذا میں مقرر ہے لہذا بذریعہ اشتہار اطلاع دی جاتی ہے کہ بتاریخ مقررہ عدالت میں حاضر ہو کر پیروی کریں بصورت دیگر کارروائی یکطرفہ عمل میں لائی جائے گی گواہان کو بھی بلایا گیا ہے اور مقدمہ کی سماعت مقررہ تاریخ پر ہوگی۔ متعلقہ فریقین [76, 1193, 192, 1286]
columns [75, 18, 1048, 2575]
